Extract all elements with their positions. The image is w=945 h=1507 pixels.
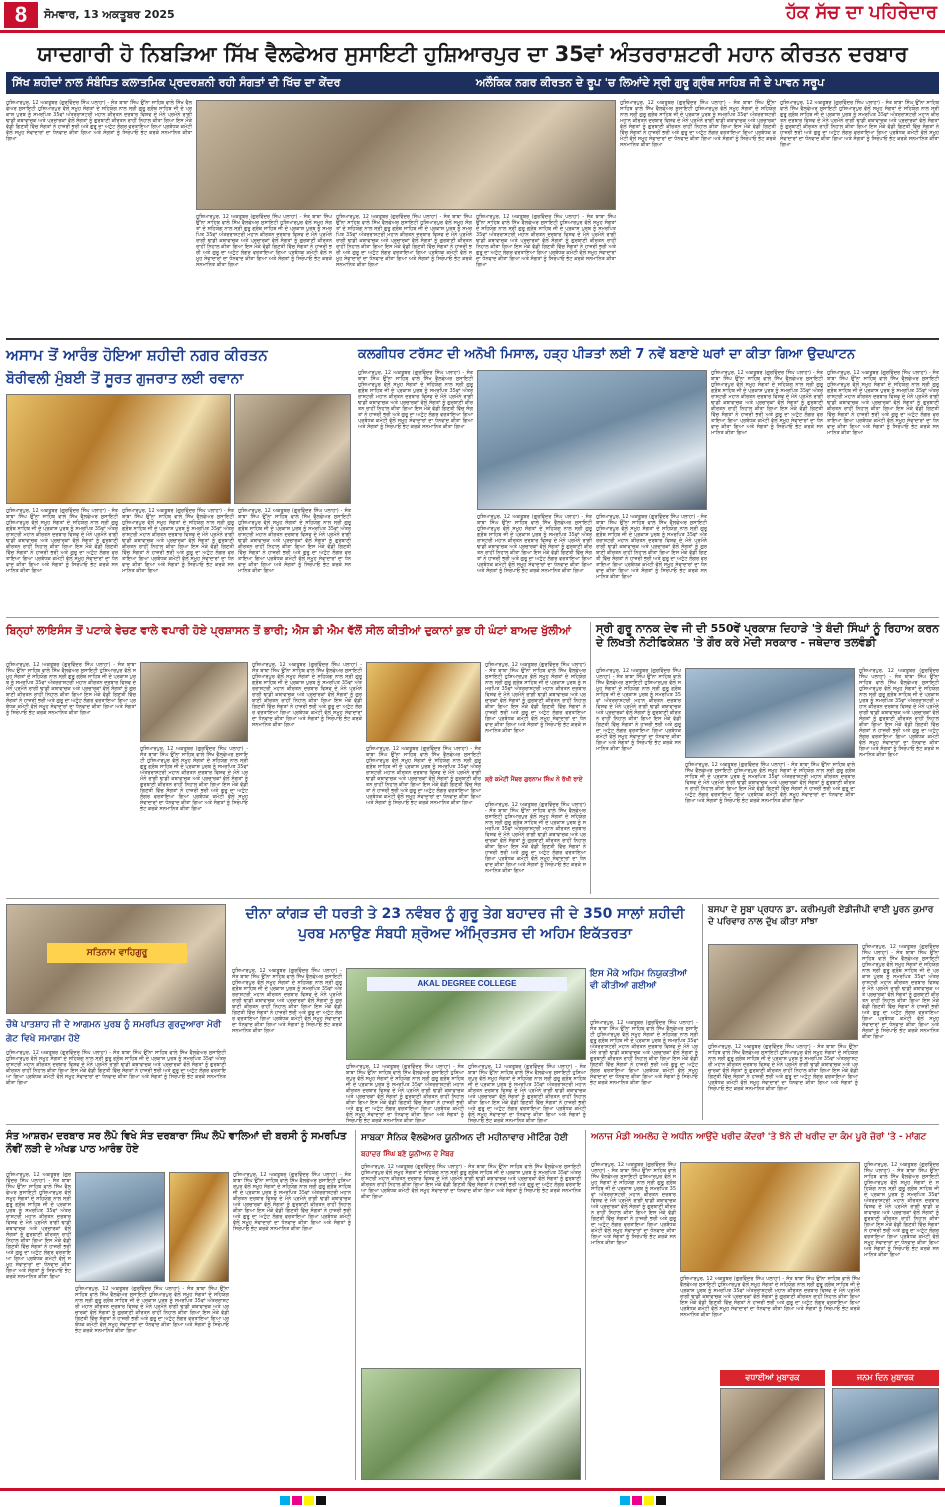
- assam-body-col2: ਹੁਸ਼ਿਆਰਪੁਰ, 12 ਅਕਤੂਬਰ (ਗੁਰਵਿੰਦਰ ਸਿੰਘ ਪਲਾਹਾ) - ਸੰਤ ਬਾਬਾ ਸਿੰਘ ਉੱਨਾ ਸਾਹਿਬ ਵਾਲੇ ਸਿੱਖ ਵੈਲਫੇਅਰ ਸੁਸਾਇਟੀ ਹੁਸ਼ਿਆਰਪੁਰ ਵੱਲੋਂ ਸਮੂਹ ਸੰਗਤਾਂ ਦੇ ਸਹਿਯੋਗ ਨਾਲ ਸ੍ਰੀ ਗੁਰੂ ਗ੍ਰੰਥ ਸਾਹਿਬ ਜੀ ਦੇ ਪ੍ਰਕਾਸ਼ ਪੁਰਬ ਨੂੰ ਸਮਰਪਿਤ 35ਵਾਂ ਅੰਤਰਰਾਸ਼ਟਰੀ ਮਹਾਨ ਕੀਰਤਨ ਦਰਬਾਰ ਵਿਸ਼ਵ ਦੇ ਮੰਨੇ ਪ੍ਰਮੰਨੇ ਰਾਗੀ ਢਾਡੀ ਕਥਾਵਾਚਕ ਅਤੇ ਪ੍ਰਚਾਰਕਾਂ ਵੱਲੋਂ ਸੰਗਤਾਂ ਨੂੰ ਗੁਰਬਾਣੀ ਕੀਰਤਨ ਰਾਹੀਂ ਨਿਹਾਲ ਕੀਤਾ ਗਿਆ ਇਸ ਮੌਕੇ ਵੱਡੀ ਗਿਣਤੀ ਵਿੱਚ ਸੰਗਤਾਂ ਨੇ ਹਾਜ਼ਰੀ ਭਰੀ ਅਤੇ ਗੁਰੂ ਦਾ ਅਟੁੱਟ ਲੰਗਰ ਵਰਤਾਇਆ ਗਿਆ ਪ੍ਰਬੰਧਕ ਕਮੇਟੀ ਵੱਲੋਂ ਸਮੂਹ ਸੇਵਾਦਾਰਾਂ ਦਾ ਧੰਨਵਾਦ ਕੀਤਾ ਗਿਆ ਅਤੇ ਸੰਗਤਾਂ ਨੂੰ ਸਿਰੋਪਾਓ ਭੇਟ ਕਰਕੇ ਸਨਮਾਨਿਤ ਕੀਤਾ ਗਿਆ: [122, 508, 234, 574]
- reg-mark-yellow: [644, 1496, 654, 1505]
- kalgidhar-body-col5: ਹੁਸ਼ਿਆਰਪੁਰ, 12 ਅਕਤੂਬਰ (ਗੁਰਵਿੰਦਰ ਸਿੰਘ ਪਲਾਹਾ) - ਸੰਤ ਬਾਬਾ ਸਿੰਘ ਉੱਨਾ ਸਾਹਿਬ ਵਾਲੇ ਸਿੱਖ ਵੈਲਫੇਅਰ ਸੁਸਾਇਟੀ ਹੁਸ਼ਿਆਰਪੁਰ ਵੱਲੋਂ ਸਮੂਹ ਸੰਗਤਾਂ ਦੇ ਸਹਿਯੋਗ ਨਾਲ ਸ੍ਰੀ ਗੁਰੂ ਗ੍ਰੰਥ ਸਾਹਿਬ ਜੀ ਦੇ ਪ੍ਰਕਾਸ਼ ਪੁਰਬ ਨੂੰ ਸਮਰਪਿਤ 35ਵਾਂ ਅੰਤਰਰਾਸ਼ਟਰੀ ਮਹਾਨ ਕੀਰਤਨ ਦਰਬਾਰ ਵਿਸ਼ਵ ਦੇ ਮੰਨੇ ਪ੍ਰਮੰਨੇ ਰਾਗੀ ਢਾਡੀ ਕਥਾਵਾਚਕ ਅਤੇ ਪ੍ਰਚਾਰਕਾਂ ਵੱਲੋਂ ਸੰਗਤਾਂ ਨੂੰ ਗੁਰਬਾਣੀ ਕੀਰਤਨ ਰਾਹੀਂ ਨਿਹਾਲ ਕੀਤਾ ਗਿਆ ਇਸ ਮੌਕੇ ਵੱਡੀ ਗਿਣਤੀ ਵਿੱਚ ਸੰਗਤਾਂ ਨੇ ਹਾਜ਼ਰੀ ਭਰੀ ਅਤੇ ਗੁਰੂ ਦਾ ਅਟੁੱਟ ਲੰਗਰ ਵਰਤਾਇਆ ਗਿਆ ਪ੍ਰਬੰਧਕ ਕਮੇਟੀ ਵੱਲੋਂ ਸਮੂਹ ਸੇਵਾਦਾਰਾਂ ਦਾ ਧੰਨਵਾਦ ਕੀਤਾ ਗਿਆ ਅਤੇ ਸੰਗਤਾਂ ਨੂੰ ਸਿਰੋਪਾਓ ਭੇਟ ਕਰਕੇ ਸਨਮਾਨਿਤ ਕੀਤਾ ਗਿਆ: [827, 370, 939, 436]
- lead-subhead-left: ਸਿੱਖ ਸ਼ਹੀਦਾਂ ਨਾਲ ਸੰਬੰਧਿਤ ਕਲਾਤਮਿਕ ਪ੍ਰਦਰਸ਼ਨੀ ਰਹੀ ਸੰਗਤਾਂ ਦੀ ਖਿੱਚ ਦਾ ਕੇਂਦਰ: [12, 76, 341, 89]
- dinanagar-body-col2: ਹੁਸ਼ਿਆਰਪੁਰ, 12 ਅਕਤੂਬਰ (ਗੁਰਵਿੰਦਰ ਸਿੰਘ ਪਲਾਹਾ) - ਸੰਤ ਬਾਬਾ ਸਿੰਘ ਉੱਨਾ ਸਾਹਿਬ ਵਾਲੇ ਸਿੱਖ ਵੈਲਫੇਅਰ ਸੁਸਾਇਟੀ ਹੁਸ਼ਿਆਰਪੁਰ ਵੱਲੋਂ ਸਮੂਹ ਸੰਗਤਾਂ ਦੇ ਸਹਿਯੋਗ ਨਾਲ ਸ੍ਰੀ ਗੁਰੂ ਗ੍ਰੰਥ ਸਾਹਿਬ ਜੀ ਦੇ ਪ੍ਰਕਾਸ਼ ਪੁਰਬ ਨੂੰ ਸਮਰਪਿਤ 35ਵਾਂ ਅੰਤਰਰਾਸ਼ਟਰੀ ਮਹਾਨ ਕੀਰਤਨ ਦਰਬਾਰ ਵਿਸ਼ਵ ਦੇ ਮੰਨੇ ਪ੍ਰਮੰਨੇ ਰਾਗੀ ਢਾਡੀ ਕਥਾਵਾਚਕ ਅਤੇ ਪ੍ਰਚਾਰਕਾਂ ਵੱਲੋਂ ਸੰਗਤਾਂ ਨੂੰ ਗੁਰਬਾਣੀ ਕੀਰਤਨ ਰਾਹੀਂ ਨਿਹਾਲ ਕੀਤਾ ਗਿਆ ਇਸ ਮੌਕੇ ਵੱਡੀ ਗਿਣਤੀ ਵਿੱਚ ਸੰਗਤਾਂ ਨੇ ਹਾਜ਼ਰੀ ਭਰੀ ਅਤੇ ਗੁਰੂ ਦਾ ਅਟੁੱਟ ਲੰਗਰ ਵਰਤਾਇਆ ਗਿਆ ਪ੍ਰਬੰਧਕ ਕਮੇਟੀ ਵੱਲੋਂ ਸਮੂਹ ਸੇਵਾਦਾਰਾਂ ਦਾ ਧੰਨਵਾਦ ਕੀਤਾ ਗਿਆ ਅਤੇ ਸੰਗਤਾਂ ਨੂੰ ਸਿਰੋਪਾਓ ਭੇਟ ਕਰਕੇ ਸਨਮਾਨਿਤ ਕੀਤਾ ਗਿਆ: [346, 1064, 464, 1124]
- sant-ashram-photo-1: [75, 1172, 165, 1282]
- gurpurab-caption: ਚੌਥੇ ਪਾਤਸ਼ਾਹ ਜੀ ਦੇ ਆਗਮਨ ਪੁਰਬ ਨੂੰ ਸਮਰਪਿਤ ਗੁਰਦੁਆਰਾ ਮੋਰੀ ਗੇਟ ਵਿਖੇ ਸਮਾਗਮ ਹੋਏ: [6, 1020, 222, 1044]
- kalgidhar-body-col1: ਹੁਸ਼ਿਆਰਪੁਰ, 12 ਅਕਤੂਬਰ (ਗੁਰਵਿੰਦਰ ਸਿੰਘ ਪਲਾਹਾ) - ਸੰਤ ਬਾਬਾ ਸਿੰਘ ਉੱਨਾ ਸਾਹਿਬ ਵਾਲੇ ਸਿੱਖ ਵੈਲਫੇਅਰ ਸੁਸਾਇਟੀ ਹੁਸ਼ਿਆਰਪੁਰ ਵੱਲੋਂ ਸਮੂਹ ਸੰਗਤਾਂ ਦੇ ਸਹਿਯੋਗ ਨਾਲ ਸ੍ਰੀ ਗੁਰੂ ਗ੍ਰੰਥ ਸਾਹਿਬ ਜੀ ਦੇ ਪ੍ਰਕਾਸ਼ ਪੁਰਬ ਨੂੰ ਸਮਰਪਿਤ 35ਵਾਂ ਅੰਤਰਰਾਸ਼ਟਰੀ ਮਹਾਨ ਕੀਰਤਨ ਦਰਬਾਰ ਵਿਸ਼ਵ ਦੇ ਮੰਨੇ ਪ੍ਰਮੰਨੇ ਰਾਗੀ ਢਾਡੀ ਕਥਾਵਾਚਕ ਅਤੇ ਪ੍ਰਚਾਰਕਾਂ ਵੱਲੋਂ ਸੰਗਤਾਂ ਨੂੰ ਗੁਰਬਾਣੀ ਕੀਰਤਨ ਰਾਹੀਂ ਨਿਹਾਲ ਕੀਤਾ ਗਿਆ ਇਸ ਮੌਕੇ ਵੱਡੀ ਗਿਣਤੀ ਵਿੱਚ ਸੰਗਤਾਂ ਨੇ ਹਾਜ਼ਰੀ ਭਰੀ ਅਤੇ ਗੁਰੂ ਦਾ ਅਟੁੱਟ ਲੰਗਰ ਵਰਤਾਇਆ ਗਿਆ ਪ੍ਰਬੰਧਕ ਕਮੇਟੀ ਵੱਲੋਂ ਸਮੂਹ ਸੇਵਾਦਾਰਾਂ ਦਾ ਧੰਨਵਾਦ ਕੀਤਾ ਗਿਆ ਅਤੇ ਸੰਗਤਾਂ ਨੂੰ ਸਿਰੋਪਾਓ ਭੇਟ ਕਰਕੇ ਸਨਮਾਨਿਤ ਕੀਤਾ ਗਿਆ: [358, 370, 473, 430]
- lead-subhead-band: [6, 72, 939, 94]
- firecrackers-headline: ਬਿਨ੍ਹਾਂ ਲਾਇਸੰਸ ਤੋਂ ਪਟਾਕੇ ਵੇਚਣ ਵਾਲੇ ਵਪਾਰੀ ਹੋਏ ਪ੍ਰਸ਼ਾਸਨ ਤੋਂ ਭਾਰੀ; ਐਸ ਡੀ ਐਮ ਵੱਲੋਂ ਸੀਲ ਕੀਤੀਆਂ ਦੁਕਾਨਾਂ ਕੁਝ ਹੀ ਘੰਟਾਂ ਬਾਅਦ ਖੁੱਲੀਆਂ: [6, 624, 571, 637]
- bsp-body-col2: ਹੁਸ਼ਿਆਰਪੁਰ, 12 ਅਕਤੂਬਰ (ਗੁਰਵਿੰਦਰ ਸਿੰਘ ਪਲਾਹਾ) - ਸੰਤ ਬਾਬਾ ਸਿੰਘ ਉੱਨਾ ਸਾਹਿਬ ਵਾਲੇ ਸਿੱਖ ਵੈਲਫੇਅਰ ਸੁਸਾਇਟੀ ਹੁਸ਼ਿਆਰਪੁਰ ਵੱਲੋਂ ਸਮੂਹ ਸੰਗਤਾਂ ਦੇ ਸਹਿਯੋਗ ਨਾਲ ਸ੍ਰੀ ਗੁਰੂ ਗ੍ਰੰਥ ਸਾਹਿਬ ਜੀ ਦੇ ਪ੍ਰਕਾਸ਼ ਪੁਰਬ ਨੂੰ ਸਮਰਪਿਤ 35ਵਾਂ ਅੰਤਰਰਾਸ਼ਟਰੀ ਮਹਾਨ ਕੀਰਤਨ ਦਰਬਾਰ ਵਿਸ਼ਵ ਦੇ ਮੰਨੇ ਪ੍ਰਮੰਨੇ ਰਾਗੀ ਢਾਡੀ ਕਥਾਵਾਚਕ ਅਤੇ ਪ੍ਰਚਾਰਕਾਂ ਵੱਲੋਂ ਸੰਗਤਾਂ ਨੂੰ ਗੁਰਬਾਣੀ ਕੀਰਤਨ ਰਾਹੀਂ ਨਿਹਾਲ ਕੀਤਾ ਗਿਆ ਇਸ ਮੌਕੇ ਵੱਡੀ ਗਿਣਤੀ ਵਿੱਚ ਸੰਗਤਾਂ ਨੇ ਹਾਜ਼ਰੀ ਭਰੀ ਅਤੇ ਗੁਰੂ ਦਾ ਅਟੁੱਟ ਲੰਗਰ ਵਰਤਾਇਆ ਗਿਆ ਪ੍ਰਬੰਧਕ ਕਮੇਟੀ ਵੱਲੋਂ ਸਮੂਹ ਸੇਵਾਦਾਰਾਂ ਦਾ ਧੰਨਵਾਦ ਕੀਤਾ ਗਿਆ ਅਤੇ ਸੰਗਤਾਂ ਨੂੰ ਸਿਰੋਪਾਓ ਭੇਟ ਕਰਕੇ ਸਨਮਾਨਿਤ ਕੀਤਾ ਗਿਆ: [708, 1044, 858, 1092]
- sant-ashram-body-col3: ਹੁਸ਼ਿਆਰਪੁਰ, 12 ਅਕਤੂਬਰ (ਗੁਰਵਿੰਦਰ ਸਿੰਘ ਪਲਾਹਾ) - ਸੰਤ ਬਾਬਾ ਸਿੰਘ ਉੱਨਾ ਸਾਹਿਬ ਵਾਲੇ ਸਿੱਖ ਵੈਲਫੇਅਰ ਸੁਸਾਇਟੀ ਹੁਸ਼ਿਆਰਪੁਰ ਵੱਲੋਂ ਸਮੂਹ ਸੰਗਤਾਂ ਦੇ ਸਹਿਯੋਗ ਨਾਲ ਸ੍ਰੀ ਗੁਰੂ ਗ੍ਰੰਥ ਸਾਹਿਬ ਜੀ ਦੇ ਪ੍ਰਕਾਸ਼ ਪੁਰਬ ਨੂੰ ਸਮਰਪਿਤ 35ਵਾਂ ਅੰਤਰਰਾਸ਼ਟਰੀ ਮਹਾਨ ਕੀਰਤਨ ਦਰਬਾਰ ਵਿਸ਼ਵ ਦੇ ਮੰਨੇ ਪ੍ਰਮੰਨੇ ਰਾਗੀ ਢਾਡੀ ਕਥਾਵਾਚਕ ਅਤੇ ਪ੍ਰਚਾਰਕਾਂ ਵੱਲੋਂ ਸੰਗਤਾਂ ਨੂੰ ਗੁਰਬਾਣੀ ਕੀਰਤਨ ਰਾਹੀਂ ਨਿਹਾਲ ਕੀਤਾ ਗਿਆ ਇਸ ਮੌਕੇ ਵੱਡੀ ਗਿਣਤੀ ਵਿੱਚ ਸੰਗਤਾਂ ਨੇ ਹਾਜ਼ਰੀ ਭਰੀ ਅਤੇ ਗੁਰੂ ਦਾ ਅਟੁੱਟ ਲੰਗਰ ਵਰਤਾਇਆ ਗਿਆ ਪ੍ਰਬੰਧਕ ਕਮੇਟੀ ਵੱਲੋਂ ਸਮੂਹ ਸੇਵਾਦਾਰਾਂ ਦਾ ਧੰਨਵਾਦ ਕੀਤਾ ਗਿਆ ਅਤੇ ਸੰਗਤਾਂ ਨੂੰ ਸਿਰੋਪਾਓ ਭੇਟ ਕਰਕੇ ਸਨਮਾਨਿਤ ਕੀਤਾ ਗਿਆ: [233, 1172, 351, 1232]
- reg-mark-black: [656, 1496, 666, 1505]
- dateline: ਸੋਮਵਾਰ, 13 ਅਕਤੂਬਰ 2025: [44, 8, 175, 21]
- divider: [585, 1130, 586, 1480]
- bsp-headline: ਬਸਪਾ ਦੇ ਸੂਬਾ ਪ੍ਰਧਾਨ ਡਾ. ਕਰੀਮਪੁਰੀ ਏਡੀਜੀਪੀ ਵਾਈ ਪੂਰਨ ਕੁਮਾਰ ਦੇ ਪਰਿਵਾਰ ਨਾਲ ਦੁੱਖ ਕੀਤਾ ਸਾਂਝਾ: [708, 905, 934, 927]
- registration-marks: [0, 1494, 945, 1507]
- bandi-singh-photo: [685, 668, 855, 758]
- sant-ashram-body-col2: ਹੁਸ਼ਿਆਰਪੁਰ, 12 ਅਕਤੂਬਰ (ਗੁਰਵਿੰਦਰ ਸਿੰਘ ਪਲਾਹਾ) - ਸੰਤ ਬਾਬਾ ਸਿੰਘ ਉੱਨਾ ਸਾਹਿਬ ਵਾਲੇ ਸਿੱਖ ਵੈਲਫੇਅਰ ਸੁਸਾਇਟੀ ਹੁਸ਼ਿਆਰਪੁਰ ਵੱਲੋਂ ਸਮੂਹ ਸੰਗਤਾਂ ਦੇ ਸਹਿਯੋਗ ਨਾਲ ਸ੍ਰੀ ਗੁਰੂ ਗ੍ਰੰਥ ਸਾਹਿਬ ਜੀ ਦੇ ਪ੍ਰਕਾਸ਼ ਪੁਰਬ ਨੂੰ ਸਮਰਪਿਤ 35ਵਾਂ ਅੰਤਰਰਾਸ਼ਟਰੀ ਮਹਾਨ ਕੀਰਤਨ ਦਰਬਾਰ ਵਿਸ਼ਵ ਦੇ ਮੰਨੇ ਪ੍ਰਮੰਨੇ ਰਾਗੀ ਢਾਡੀ ਕਥਾਵਾਚਕ ਅਤੇ ਪ੍ਰਚਾਰਕਾਂ ਵੱਲੋਂ ਸੰਗਤਾਂ ਨੂੰ ਗੁਰਬਾਣੀ ਕੀਰਤਨ ਰਾਹੀਂ ਨਿਹਾਲ ਕੀਤਾ ਗਿਆ ਇਸ ਮੌਕੇ ਵੱਡੀ ਗਿਣਤੀ ਵਿੱਚ ਸੰਗਤਾਂ ਨੇ ਹਾਜ਼ਰੀ ਭਰੀ ਅਤੇ ਗੁਰੂ ਦਾ ਅਟੁੱਟ ਲੰਗਰ ਵਰਤਾਇਆ ਗਿਆ ਪ੍ਰਬੰਧਕ ਕਮੇਟੀ ਵੱਲੋਂ ਸਮੂਹ ਸੇਵਾਦਾਰਾਂ ਦਾ ਧੰਨਵਾਦ ਕੀਤਾ ਗਿਆ ਅਤੇ ਸੰਗਤਾਂ ਨੂੰ ਸਿਰੋਪਾਓ ਭੇਟ ਕਰਕੇ ਸਨਮਾਨਿਤ ਕੀਤਾ ਗਿਆ: [75, 1286, 229, 1334]
- sant-ashram-body-col1: ਹੁਸ਼ਿਆਰਪੁਰ, 12 ਅਕਤੂਬਰ (ਗੁਰਵਿੰਦਰ ਸਿੰਘ ਪਲਾਹਾ) - ਸੰਤ ਬਾਬਾ ਸਿੰਘ ਉੱਨਾ ਸਾਹਿਬ ਵਾਲੇ ਸਿੱਖ ਵੈਲਫੇਅਰ ਸੁਸਾਇਟੀ ਹੁਸ਼ਿਆਰਪੁਰ ਵੱਲੋਂ ਸਮੂਹ ਸੰਗਤਾਂ ਦੇ ਸਹਿਯੋਗ ਨਾਲ ਸ੍ਰੀ ਗੁਰੂ ਗ੍ਰੰਥ ਸਾਹਿਬ ਜੀ ਦੇ ਪ੍ਰਕਾਸ਼ ਪੁਰਬ ਨੂੰ ਸਮਰਪਿਤ 35ਵਾਂ ਅੰਤਰਰਾਸ਼ਟਰੀ ਮਹਾਨ ਕੀਰਤਨ ਦਰਬਾਰ ਵਿਸ਼ਵ ਦੇ ਮੰਨੇ ਪ੍ਰਮੰਨੇ ਰਾਗੀ ਢਾਡੀ ਕਥਾਵਾਚਕ ਅਤੇ ਪ੍ਰਚਾਰਕਾਂ ਵੱਲੋਂ ਸੰਗਤਾਂ ਨੂੰ ਗੁਰਬਾਣੀ ਕੀਰਤਨ ਰਾਹੀਂ ਨਿਹਾਲ ਕੀਤਾ ਗਿਆ ਇਸ ਮੌਕੇ ਵੱਡੀ ਗਿਣਤੀ ਵਿੱਚ ਸੰਗਤਾਂ ਨੇ ਹਾਜ਼ਰੀ ਭਰੀ ਅਤੇ ਗੁਰੂ ਦਾ ਅਟੁੱਟ ਲੰਗਰ ਵਰਤਾਇਆ ਗਿਆ ਪ੍ਰਬੰਧਕ ਕਮੇਟੀ ਵੱਲੋਂ ਸਮੂਹ ਸੇਵਾਦਾਰਾਂ ਦਾ ਧੰਨਵਾਦ ਕੀਤਾ ਗਿਆ ਅਤੇ ਸੰਗਤਾਂ ਨੂੰ ਸਿਰੋਪਾਓ ਭੇਟ ਕਰਕੇ ਸਨਮਾਨਿਤ ਕੀਤਾ ਗਿਆ: [6, 1172, 71, 1280]
- bsp-photo: [708, 944, 858, 1040]
- divider: [6, 1124, 939, 1125]
- assam-body-col1: ਹੁਸ਼ਿਆਰਪੁਰ, 12 ਅਕਤੂਬਰ (ਗੁਰਵਿੰਦਰ ਸਿੰਘ ਪਲਾਹਾ) - ਸੰਤ ਬਾਬਾ ਸਿੰਘ ਉੱਨਾ ਸਾਹਿਬ ਵਾਲੇ ਸਿੱਖ ਵੈਲਫੇਅਰ ਸੁਸਾਇਟੀ ਹੁਸ਼ਿਆਰਪੁਰ ਵੱਲੋਂ ਸਮੂਹ ਸੰਗਤਾਂ ਦੇ ਸਹਿਯੋਗ ਨਾਲ ਸ੍ਰੀ ਗੁਰੂ ਗ੍ਰੰਥ ਸਾਹਿਬ ਜੀ ਦੇ ਪ੍ਰਕਾਸ਼ ਪੁਰਬ ਨੂੰ ਸਮਰਪਿਤ 35ਵਾਂ ਅੰਤਰਰਾਸ਼ਟਰੀ ਮਹਾਨ ਕੀਰਤਨ ਦਰਬਾਰ ਵਿਸ਼ਵ ਦੇ ਮੰਨੇ ਪ੍ਰਮੰਨੇ ਰਾਗੀ ਢਾਡੀ ਕਥਾਵਾਚਕ ਅਤੇ ਪ੍ਰਚਾਰਕਾਂ ਵੱਲੋਂ ਸੰਗਤਾਂ ਨੂੰ ਗੁਰਬਾਣੀ ਕੀਰਤਨ ਰਾਹੀਂ ਨਿਹਾਲ ਕੀਤਾ ਗਿਆ ਇਸ ਮੌਕੇ ਵੱਡੀ ਗਿਣਤੀ ਵਿੱਚ ਸੰਗਤਾਂ ਨੇ ਹਾਜ਼ਰੀ ਭਰੀ ਅਤੇ ਗੁਰੂ ਦਾ ਅਟੁੱਟ ਲੰਗਰ ਵਰਤਾਇਆ ਗਿਆ ਪ੍ਰਬੰਧਕ ਕਮੇਟੀ ਵੱਲੋਂ ਸਮੂਹ ਸੇਵਾਦਾਰਾਂ ਦਾ ਧੰਨਵਾਦ ਕੀਤਾ ਗਿਆ ਅਤੇ ਸੰਗਤਾਂ ਨੂੰ ਸਿਰੋਪਾਓ ਭੇਟ ਕਰਕੇ ਸਨਮਾਨਿਤ ਕੀਤਾ ਗਿਆ: [6, 508, 118, 574]
- bandi-singh-body-col3: ਹੁਸ਼ਿਆਰਪੁਰ, 12 ਅਕਤੂਬਰ (ਗੁਰਵਿੰਦਰ ਸਿੰਘ ਪਲਾਹਾ) - ਸੰਤ ਬਾਬਾ ਸਿੰਘ ਉੱਨਾ ਸਾਹਿਬ ਵਾਲੇ ਸਿੱਖ ਵੈਲਫੇਅਰ ਸੁਸਾਇਟੀ ਹੁਸ਼ਿਆਰਪੁਰ ਵੱਲੋਂ ਸਮੂਹ ਸੰਗਤਾਂ ਦੇ ਸਹਿਯੋਗ ਨਾਲ ਸ੍ਰੀ ਗੁਰੂ ਗ੍ਰੰਥ ਸਾਹਿਬ ਜੀ ਦੇ ਪ੍ਰਕਾਸ਼ ਪੁਰਬ ਨੂੰ ਸਮਰਪਿਤ 35ਵਾਂ ਅੰਤਰਰਾਸ਼ਟਰੀ ਮਹਾਨ ਕੀਰਤਨ ਦਰਬਾਰ ਵਿਸ਼ਵ ਦੇ ਮੰਨੇ ਪ੍ਰਮੰਨੇ ਰਾਗੀ ਢਾਡੀ ਕਥਾਵਾਚਕ ਅਤੇ ਪ੍ਰਚਾਰਕਾਂ ਵੱਲੋਂ ਸੰਗਤਾਂ ਨੂੰ ਗੁਰਬਾਣੀ ਕੀਰਤਨ ਰਾਹੀਂ ਨਿਹਾਲ ਕੀਤਾ ਗਿਆ ਇਸ ਮੌਕੇ ਵੱਡੀ ਗਿਣਤੀ ਵਿੱਚ ਸੰਗਤਾਂ ਨੇ ਹਾਜ਼ਰੀ ਭਰੀ ਅਤੇ ਗੁਰੂ ਦਾ ਅਟੁੱਟ ਲੰਗਰ ਵਰਤਾਇਆ ਗਿਆ ਪ੍ਰਬੰਧਕ ਕਮੇਟੀ ਵੱਲੋਂ ਸਮੂਹ ਸੇਵਾਦਾਰਾਂ ਦਾ ਧੰਨਵਾਦ ਕੀਤਾ ਗਿਆ ਅਤੇ ਸੰਗਤਾਂ ਨੂੰ ਸਿਰੋਪਾਓ ਭੇਟ ਕਰਕੇ ਸਨਮਾਨਿਤ ਕੀਤਾ ਗਿਆ: [859, 668, 939, 758]
- dinanagar-body-col1: ਹੁਸ਼ਿਆਰਪੁਰ, 12 ਅਕਤੂਬਰ (ਗੁਰਵਿੰਦਰ ਸਿੰਘ ਪਲਾਹਾ) - ਸੰਤ ਬਾਬਾ ਸਿੰਘ ਉੱਨਾ ਸਾਹਿਬ ਵਾਲੇ ਸਿੱਖ ਵੈਲਫੇਅਰ ਸੁਸਾਇਟੀ ਹੁਸ਼ਿਆਰਪੁਰ ਵੱਲੋਂ ਸਮੂਹ ਸੰਗਤਾਂ ਦੇ ਸਹਿਯੋਗ ਨਾਲ ਸ੍ਰੀ ਗੁਰੂ ਗ੍ਰੰਥ ਸਾਹਿਬ ਜੀ ਦੇ ਪ੍ਰਕਾਸ਼ ਪੁਰਬ ਨੂੰ ਸਮਰਪਿਤ 35ਵਾਂ ਅੰਤਰਰਾਸ਼ਟਰੀ ਮਹਾਨ ਕੀਰਤਨ ਦਰਬਾਰ ਵਿਸ਼ਵ ਦੇ ਮੰਨੇ ਪ੍ਰਮੰਨੇ ਰਾਗੀ ਢਾਡੀ ਕਥਾਵਾਚਕ ਅਤੇ ਪ੍ਰਚਾਰਕਾਂ ਵੱਲੋਂ ਸੰਗਤਾਂ ਨੂੰ ਗੁਰਬਾਣੀ ਕੀਰਤਨ ਰਾਹੀਂ ਨਿਹਾਲ ਕੀਤਾ ਗਿਆ ਇਸ ਮੌਕੇ ਵੱਡੀ ਗਿਣਤੀ ਵਿੱਚ ਸੰਗਤਾਂ ਨੇ ਹਾਜ਼ਰੀ ਭਰੀ ਅਤੇ ਗੁਰੂ ਦਾ ਅਟੁੱਟ ਲੰਗਰ ਵਰਤਾਇਆ ਗਿਆ ਪ੍ਰਬੰਧਕ ਕਮੇਟੀ ਵੱਲੋਂ ਸਮੂਹ ਸੇਵਾਦਾਰਾਂ ਦਾ ਧੰਨਵਾਦ ਕੀਤਾ ਗਿਆ ਅਤੇ ਸੰਗਤਾਂ ਨੂੰ ਸਿਰੋਪਾਓ ਭੇਟ ਕਰਕੇ ਸਨਮਾਨਿਤ ਕੀਤਾ ਗਿਆ: [232, 968, 342, 1034]
- assam-headline-2: ਬੋਰੀਵਲੀ ਮੁੰਬਈ ਤੋਂ ਸੂਰਤ ਗੁਜਰਾਤ ਲਈ ਰਵਾਨਾ: [6, 371, 244, 387]
- reg-mark-cyan: [280, 1496, 290, 1505]
- greeting-left-banner: ਵਧਾਈਆਂ ਮੁਬਾਰਕ: [720, 1370, 825, 1386]
- assam-headline: ਅਸਾਮ ਤੋਂ ਆਰੰਭ ਹੋਇਆ ਸ਼ਹੀਦੀ ਨਗਰ ਕੀਰਤਨ: [6, 346, 268, 364]
- firecrackers-body-col6: ਹੁਸ਼ਿਆਰਪੁਰ, 12 ਅਕਤੂਬਰ (ਗੁਰਵਿੰਦਰ ਸਿੰਘ ਪਲਾਹਾ) - ਸੰਤ ਬਾਬਾ ਸਿੰਘ ਉੱਨਾ ਸਾਹਿਬ ਵਾਲੇ ਸਿੱਖ ਵੈਲਫੇਅਰ ਸੁਸਾਇਟੀ ਹੁਸ਼ਿਆਰਪੁਰ ਵੱਲੋਂ ਸਮੂਹ ਸੰਗਤਾਂ ਦੇ ਸਹਿਯੋਗ ਨਾਲ ਸ੍ਰੀ ਗੁਰੂ ਗ੍ਰੰਥ ਸਾਹਿਬ ਜੀ ਦੇ ਪ੍ਰਕਾਸ਼ ਪੁਰਬ ਨੂੰ ਸਮਰਪਿਤ 35ਵਾਂ ਅੰਤਰਰਾਸ਼ਟਰੀ ਮਹਾਨ ਕੀਰਤਨ ਦਰਬਾਰ ਵਿਸ਼ਵ ਦੇ ਮੰਨੇ ਪ੍ਰਮੰਨੇ ਰਾਗੀ ਢਾਡੀ ਕਥਾਵਾਚਕ ਅਤੇ ਪ੍ਰਚਾਰਕਾਂ ਵੱਲੋਂ ਸੰਗਤਾਂ ਨੂੰ ਗੁਰਬਾਣੀ ਕੀਰਤਨ ਰਾਹੀਂ ਨਿਹਾਲ ਕੀਤਾ ਗਿਆ ਇਸ ਮੌਕੇ ਵੱਡੀ ਗਿਣਤੀ ਵਿੱਚ ਸੰਗਤਾਂ ਨੇ ਹਾਜ਼ਰੀ ਭਰੀ ਅਤੇ ਗੁਰੂ ਦਾ ਅਟੁੱਟ ਲੰਗਰ ਵਰਤਾਇਆ ਗਿਆ ਪ੍ਰਬੰਧਕ ਕਮੇਟੀ ਵੱਲੋਂ ਸਮੂਹ ਸੇਵਾਦਾਰਾਂ ਦਾ ਧੰਨਵਾਦ ਕੀਤਾ ਗਿਆ ਅਤੇ ਸੰਗਤਾਂ ਨੂੰ ਸਿਰੋਪਾਓ ਭੇਟ ਕਰਕੇ ਸਨਮਾਨਿਤ ਕੀਤਾ ਗਿਆ: [485, 802, 586, 874]
- dinanagar-headline: ਦੀਨਾ ਕਾਂਗੜ ਦੀ ਧਰਤੀ ਤੇ 23 ਨਵੰਬਰ ਨੂੰ ਗੁਰੂ ਤੇਗ ਬਹਾਦਰ ਜੀ ਦੇ 350 ਸਾਲਾਂ ਸ਼ਹੀਦੀ ਪੁਰਬ ਮਨਾਉਣ ਸੰਬਧੀ ਸ਼੍ਰੋਅਦ ਅੰਮ੍ਰਿਤਸਰ ਦੀ ਅਹਿਮ ਇਕੱਤਰਤਾ: [245, 906, 685, 942]
- mandi-body-col1: ਹੁਸ਼ਿਆਰਪੁਰ, 12 ਅਕਤੂਬਰ (ਗੁਰਵਿੰਦਰ ਸਿੰਘ ਪਲਾਹਾ) - ਸੰਤ ਬਾਬਾ ਸਿੰਘ ਉੱਨਾ ਸਾਹਿਬ ਵਾਲੇ ਸਿੱਖ ਵੈਲਫੇਅਰ ਸੁਸਾਇਟੀ ਹੁਸ਼ਿਆਰਪੁਰ ਵੱਲੋਂ ਸਮੂਹ ਸੰਗਤਾਂ ਦੇ ਸਹਿਯੋਗ ਨਾਲ ਸ੍ਰੀ ਗੁਰੂ ਗ੍ਰੰਥ ਸਾਹਿਬ ਜੀ ਦੇ ਪ੍ਰਕਾਸ਼ ਪੁਰਬ ਨੂੰ ਸਮਰਪਿਤ 35ਵਾਂ ਅੰਤਰਰਾਸ਼ਟਰੀ ਮਹਾਨ ਕੀਰਤਨ ਦਰਬਾਰ ਵਿਸ਼ਵ ਦੇ ਮੰਨੇ ਪ੍ਰਮੰਨੇ ਰਾਗੀ ਢਾਡੀ ਕਥਾਵਾਚਕ ਅਤੇ ਪ੍ਰਚਾਰਕਾਂ ਵੱਲੋਂ ਸੰਗਤਾਂ ਨੂੰ ਗੁਰਬਾਣੀ ਕੀਰਤਨ ਰਾਹੀਂ ਨਿਹਾਲ ਕੀਤਾ ਗਿਆ ਇਸ ਮੌਕੇ ਵੱਡੀ ਗਿਣਤੀ ਵਿੱਚ ਸੰਗਤਾਂ ਨੇ ਹਾਜ਼ਰੀ ਭਰੀ ਅਤੇ ਗੁਰੂ ਦਾ ਅਟੁੱਟ ਲੰਗਰ ਵਰਤਾਇਆ ਗਿਆ ਪ੍ਰਬੰਧਕ ਕਮੇਟੀ ਵੱਲੋਂ ਸਮੂਹ ਸੇਵਾਦਾਰਾਂ ਦਾ ਧੰਨਵਾਦ ਕੀਤਾ ਗਿਆ ਅਤੇ ਸੰਗਤਾਂ ਨੂੰ ਸਿਰੋਪਾਓ ਭੇਟ ਕਰਕੇ ਸਨਮਾਨਿਤ ਕੀਤਾ ਗਿਆ: [591, 1162, 676, 1246]
- firecrackers-body-col2: ਹੁਸ਼ਿਆਰਪੁਰ, 12 ਅਕਤੂਬਰ (ਗੁਰਵਿੰਦਰ ਸਿੰਘ ਪਲਾਹਾ) - ਸੰਤ ਬਾਬਾ ਸਿੰਘ ਉੱਨਾ ਸਾਹਿਬ ਵਾਲੇ ਸਿੱਖ ਵੈਲਫੇਅਰ ਸੁਸਾਇਟੀ ਹੁਸ਼ਿਆਰਪੁਰ ਵੱਲੋਂ ਸਮੂਹ ਸੰਗਤਾਂ ਦੇ ਸਹਿਯੋਗ ਨਾਲ ਸ੍ਰੀ ਗੁਰੂ ਗ੍ਰੰਥ ਸਾਹਿਬ ਜੀ ਦੇ ਪ੍ਰਕਾਸ਼ ਪੁਰਬ ਨੂੰ ਸਮਰਪਿਤ 35ਵਾਂ ਅੰਤਰਰਾਸ਼ਟਰੀ ਮਹਾਨ ਕੀਰਤਨ ਦਰਬਾਰ ਵਿਸ਼ਵ ਦੇ ਮੰਨੇ ਪ੍ਰਮੰਨੇ ਰਾਗੀ ਢਾਡੀ ਕਥਾਵਾਚਕ ਅਤੇ ਪ੍ਰਚਾਰਕਾਂ ਵੱਲੋਂ ਸੰਗਤਾਂ ਨੂੰ ਗੁਰਬਾਣੀ ਕੀਰਤਨ ਰਾਹੀਂ ਨਿਹਾਲ ਕੀਤਾ ਗਿਆ ਇਸ ਮੌਕੇ ਵੱਡੀ ਗਿਣਤੀ ਵਿੱਚ ਸੰਗਤਾਂ ਨੇ ਹਾਜ਼ਰੀ ਭਰੀ ਅਤੇ ਗੁਰੂ ਦਾ ਅਟੁੱਟ ਲੰਗਰ ਵਰਤਾਇਆ ਗਿਆ ਪ੍ਰਬੰਧਕ ਕਮੇਟੀ ਵੱਲੋਂ ਸਮੂਹ ਸੇਵਾਦਾਰਾਂ ਦਾ ਧੰਨਵਾਦ ਕੀਤਾ ਗਿਆ ਅਤੇ ਸੰਗਤਾਂ ਨੂੰ ਸਿਰੋਪਾਓ ਭੇਟ ਕਰਕੇ ਸਨਮਾਨਿਤ ਕੀਤਾ ਗਿਆ: [140, 746, 248, 812]
- dinanagar-banner: AKAL DEGREE COLLEGE: [367, 977, 567, 991]
- bandi-singh-headline: ਸ੍ਰੀ ਗੁਰੂ ਨਾਨਕ ਦੇਵ ਜੀ ਦੀ 550ਵੇਂ ਪ੍ਰਕਾਸ਼ ਦਿਹਾੜੇ 'ਤੇ ਬੰਦੀ ਸਿੰਘਾਂ ਨੂੰ ਰਿਹਾਅ ਕਰਨ ਦੇ ਲਿਖਤੀ ਨੋਟੀਫਿਕੇਸ਼ਨ 'ਤੇ ਗੌਰ ਕਰੇ ਮੋਦੀ ਸਰਕਾਰ - ਜਥੇਦਾਰ ਤਲਵੰਡੀ: [596, 622, 939, 649]
- dinanagar-photo: [346, 968, 586, 1060]
- lead-body-col3: ਹੁਸ਼ਿਆਰਪੁਰ, 12 ਅਕਤੂਬਰ (ਗੁਰਵਿੰਦਰ ਸਿੰਘ ਪਲਾਹਾ) - ਸੰਤ ਬਾਬਾ ਸਿੰਘ ਉੱਨਾ ਸਾਹਿਬ ਵਾਲੇ ਸਿੱਖ ਵੈਲਫੇਅਰ ਸੁਸਾਇਟੀ ਹੁਸ਼ਿਆਰਪੁਰ ਵੱਲੋਂ ਸਮੂਹ ਸੰਗਤਾਂ ਦੇ ਸਹਿਯੋਗ ਨਾਲ ਸ੍ਰੀ ਗੁਰੂ ਗ੍ਰੰਥ ਸਾਹਿਬ ਜੀ ਦੇ ਪ੍ਰਕਾਸ਼ ਪੁਰਬ ਨੂੰ ਸਮਰਪਿਤ 35ਵਾਂ ਅੰਤਰਰਾਸ਼ਟਰੀ ਮਹਾਨ ਕੀਰਤਨ ਦਰਬਾਰ ਵਿਸ਼ਵ ਦੇ ਮੰਨੇ ਪ੍ਰਮੰਨੇ ਰਾਗੀ ਢਾਡੀ ਕਥਾਵਾਚਕ ਅਤੇ ਪ੍ਰਚਾਰਕਾਂ ਵੱਲੋਂ ਸੰਗਤਾਂ ਨੂੰ ਗੁਰਬਾਣੀ ਕੀਰਤਨ ਰਾਹੀਂ ਨਿਹਾਲ ਕੀਤਾ ਗਿਆ ਇਸ ਮੌਕੇ ਵੱਡੀ ਗਿਣਤੀ ਵਿੱਚ ਸੰਗਤਾਂ ਨੇ ਹਾਜ਼ਰੀ ਭਰੀ ਅਤੇ ਗੁਰੂ ਦਾ ਅਟੁੱਟ ਲੰਗਰ ਵਰਤਾਇਆ ਗਿਆ ਪ੍ਰਬੰਧਕ ਕਮੇਟੀ ਵੱਲੋਂ ਸਮੂਹ ਸੇਵਾਦਾਰਾਂ ਦਾ ਧੰਨਵਾਦ ਕੀਤਾ ਗਿਆ ਅਤੇ ਸੰਗਤਾਂ ਨੂੰ ਸਿਰੋਪਾਓ ਭੇਟ ਕਰਕੇ ਸਨਮਾਨਿਤ ਕੀਤਾ ਗਿਆ: [336, 214, 472, 268]
- firecrackers-body-col3: ਹੁਸ਼ਿਆਰਪੁਰ, 12 ਅਕਤੂਬਰ (ਗੁਰਵਿੰਦਰ ਸਿੰਘ ਪਲਾਹਾ) - ਸੰਤ ਬਾਬਾ ਸਿੰਘ ਉੱਨਾ ਸਾਹਿਬ ਵਾਲੇ ਸਿੱਖ ਵੈਲਫੇਅਰ ਸੁਸਾਇਟੀ ਹੁਸ਼ਿਆਰਪੁਰ ਵੱਲੋਂ ਸਮੂਹ ਸੰਗਤਾਂ ਦੇ ਸਹਿਯੋਗ ਨਾਲ ਸ੍ਰੀ ਗੁਰੂ ਗ੍ਰੰਥ ਸਾਹਿਬ ਜੀ ਦੇ ਪ੍ਰਕਾਸ਼ ਪੁਰਬ ਨੂੰ ਸਮਰਪਿਤ 35ਵਾਂ ਅੰਤਰਰਾਸ਼ਟਰੀ ਮਹਾਨ ਕੀਰਤਨ ਦਰਬਾਰ ਵਿਸ਼ਵ ਦੇ ਮੰਨੇ ਪ੍ਰਮੰਨੇ ਰਾਗੀ ਢਾਡੀ ਕਥਾਵਾਚਕ ਅਤੇ ਪ੍ਰਚਾਰਕਾਂ ਵੱਲੋਂ ਸੰਗਤਾਂ ਨੂੰ ਗੁਰਬਾਣੀ ਕੀਰਤਨ ਰਾਹੀਂ ਨਿਹਾਲ ਕੀਤਾ ਗਿਆ ਇਸ ਮੌਕੇ ਵੱਡੀ ਗਿਣਤੀ ਵਿੱਚ ਸੰਗਤਾਂ ਨੇ ਹਾਜ਼ਰੀ ਭਰੀ ਅਤੇ ਗੁਰੂ ਦਾ ਅਟੁੱਟ ਲੰਗਰ ਵਰਤਾਇਆ ਗਿਆ ਪ੍ਰਬੰਧਕ ਕਮੇਟੀ ਵੱਲੋਂ ਸਮੂਹ ਸੇਵਾਦਾਰਾਂ ਦਾ ਧੰਨਵਾਦ ਕੀਤਾ ਗਿਆ ਅਤੇ ਸੰਗਤਾਂ ਨੂੰ ਸਿਰੋਪਾਓ ਭੇਟ ਕਰਕੇ ਸਨਮਾਨਿਤ ਕੀਤਾ ਗਿਆ: [252, 662, 362, 728]
- divider: [702, 904, 703, 1120]
- reg-mark-magenta: [632, 1496, 642, 1505]
- firecrackers-inset: ਸ਼੍ਰੋ ਕਮੇਟੀ ਮੈਂਬਰ ਗੁਰਨਾਮ ਸਿੰਘ ਨੇ ਰੱਖੀ ਰਾਏ: [485, 776, 583, 783]
- gurpurab-photo-text: ਸਤਿਨਾਮ ਵਾਹਿਗੁਰੂ: [47, 943, 187, 963]
- page-number: 8: [4, 2, 38, 28]
- lead-body-col2: ਹੁਸ਼ਿਆਰਪੁਰ, 12 ਅਕਤੂਬਰ (ਗੁਰਵਿੰਦਰ ਸਿੰਘ ਪਲਾਹਾ) - ਸੰਤ ਬਾਬਾ ਸਿੰਘ ਉੱਨਾ ਸਾਹਿਬ ਵਾਲੇ ਸਿੱਖ ਵੈਲਫੇਅਰ ਸੁਸਾਇਟੀ ਹੁਸ਼ਿਆਰਪੁਰ ਵੱਲੋਂ ਸਮੂਹ ਸੰਗਤਾਂ ਦੇ ਸਹਿਯੋਗ ਨਾਲ ਸ੍ਰੀ ਗੁਰੂ ਗ੍ਰੰਥ ਸਾਹਿਬ ਜੀ ਦੇ ਪ੍ਰਕਾਸ਼ ਪੁਰਬ ਨੂੰ ਸਮਰਪਿਤ 35ਵਾਂ ਅੰਤਰਰਾਸ਼ਟਰੀ ਮਹਾਨ ਕੀਰਤਨ ਦਰਬਾਰ ਵਿਸ਼ਵ ਦੇ ਮੰਨੇ ਪ੍ਰਮੰਨੇ ਰਾਗੀ ਢਾਡੀ ਕਥਾਵਾਚਕ ਅਤੇ ਪ੍ਰਚਾਰਕਾਂ ਵੱਲੋਂ ਸੰਗਤਾਂ ਨੂੰ ਗੁਰਬਾਣੀ ਕੀਰਤਨ ਰਾਹੀਂ ਨਿਹਾਲ ਕੀਤਾ ਗਿਆ ਇਸ ਮੌਕੇ ਵੱਡੀ ਗਿਣਤੀ ਵਿੱਚ ਸੰਗਤਾਂ ਨੇ ਹਾਜ਼ਰੀ ਭਰੀ ਅਤੇ ਗੁਰੂ ਦਾ ਅਟੁੱਟ ਲੰਗਰ ਵਰਤਾਇਆ ਗਿਆ ਪ੍ਰਬੰਧਕ ਕਮੇਟੀ ਵੱਲੋਂ ਸਮੂਹ ਸੇਵਾਦਾਰਾਂ ਦਾ ਧੰਨਵਾਦ ਕੀਤਾ ਗਿਆ ਅਤੇ ਸੰਗਤਾਂ ਨੂੰ ਸਿਰੋਪਾਓ ਭੇਟ ਕਰਕੇ ਸਨਮਾਨਿਤ ਕੀਤਾ ਗਿਆ: [196, 214, 332, 268]
- assam-body-col3: ਹੁਸ਼ਿਆਰਪੁਰ, 12 ਅਕਤੂਬਰ (ਗੁਰਵਿੰਦਰ ਸਿੰਘ ਪਲਾਹਾ) - ਸੰਤ ਬਾਬਾ ਸਿੰਘ ਉੱਨਾ ਸਾਹਿਬ ਵਾਲੇ ਸਿੱਖ ਵੈਲਫੇਅਰ ਸੁਸਾਇਟੀ ਹੁਸ਼ਿਆਰਪੁਰ ਵੱਲੋਂ ਸਮੂਹ ਸੰਗਤਾਂ ਦੇ ਸਹਿਯੋਗ ਨਾਲ ਸ੍ਰੀ ਗੁਰੂ ਗ੍ਰੰਥ ਸਾਹਿਬ ਜੀ ਦੇ ਪ੍ਰਕਾਸ਼ ਪੁਰਬ ਨੂੰ ਸਮਰਪਿਤ 35ਵਾਂ ਅੰਤਰਰਾਸ਼ਟਰੀ ਮਹਾਨ ਕੀਰਤਨ ਦਰਬਾਰ ਵਿਸ਼ਵ ਦੇ ਮੰਨੇ ਪ੍ਰਮੰਨੇ ਰਾਗੀ ਢਾਡੀ ਕਥਾਵਾਚਕ ਅਤੇ ਪ੍ਰਚਾਰਕਾਂ ਵੱਲੋਂ ਸੰਗਤਾਂ ਨੂੰ ਗੁਰਬਾਣੀ ਕੀਰਤਨ ਰਾਹੀਂ ਨਿਹਾਲ ਕੀਤਾ ਗਿਆ ਇਸ ਮੌਕੇ ਵੱਡੀ ਗਿਣਤੀ ਵਿੱਚ ਸੰਗਤਾਂ ਨੇ ਹਾਜ਼ਰੀ ਭਰੀ ਅਤੇ ਗੁਰੂ ਦਾ ਅਟੁੱਟ ਲੰਗਰ ਵਰਤਾਇਆ ਗਿਆ ਪ੍ਰਬੰਧਕ ਕਮੇਟੀ ਵੱਲੋਂ ਸਮੂਹ ਸੇਵਾਦਾਰਾਂ ਦਾ ਧੰਨਵਾਦ ਕੀਤਾ ਗਿਆ ਅਤੇ ਸੰਗਤਾਂ ਨੂੰ ਸਿਰੋਪਾਓ ਭੇਟ ਕਰਕੇ ਸਨਮਾਨਿਤ ਕੀਤਾ ਗਿਆ: [238, 508, 351, 574]
- mandi-photo: [680, 1162, 860, 1272]
- divider: [590, 622, 591, 894]
- masthead: ਹੱਕ ਸੱਚ ਦਾ ਪਹਿਰੇਦਾਰ: [785, 2, 937, 23]
- page-header: [0, 0, 945, 30]
- firecrackers-body-col5: ਹੁਸ਼ਿਆਰਪੁਰ, 12 ਅਕਤੂਬਰ (ਗੁਰਵਿੰਦਰ ਸਿੰਘ ਪਲਾਹਾ) - ਸੰਤ ਬਾਬਾ ਸਿੰਘ ਉੱਨਾ ਸਾਹਿਬ ਵਾਲੇ ਸਿੱਖ ਵੈਲਫੇਅਰ ਸੁਸਾਇਟੀ ਹੁਸ਼ਿਆਰਪੁਰ ਵੱਲੋਂ ਸਮੂਹ ਸੰਗਤਾਂ ਦੇ ਸਹਿਯੋਗ ਨਾਲ ਸ੍ਰੀ ਗੁਰੂ ਗ੍ਰੰਥ ਸਾਹਿਬ ਜੀ ਦੇ ਪ੍ਰਕਾਸ਼ ਪੁਰਬ ਨੂੰ ਸਮਰਪਿਤ 35ਵਾਂ ਅੰਤਰਰਾਸ਼ਟਰੀ ਮਹਾਨ ਕੀਰਤਨ ਦਰਬਾਰ ਵਿਸ਼ਵ ਦੇ ਮੰਨੇ ਪ੍ਰਮੰਨੇ ਰਾਗੀ ਢਾਡੀ ਕਥਾਵਾਚਕ ਅਤੇ ਪ੍ਰਚਾਰਕਾਂ ਵੱਲੋਂ ਸੰਗਤਾਂ ਨੂੰ ਗੁਰਬਾਣੀ ਕੀਰਤਨ ਰਾਹੀਂ ਨਿਹਾਲ ਕੀਤਾ ਗਿਆ ਇਸ ਮੌਕੇ ਵੱਡੀ ਗਿਣਤੀ ਵਿੱਚ ਸੰਗਤਾਂ ਨੇ ਹਾਜ਼ਰੀ ਭਰੀ ਅਤੇ ਗੁਰੂ ਦਾ ਅਟੁੱਟ ਲੰਗਰ ਵਰਤਾਇਆ ਗਿਆ ਪ੍ਰਬੰਧਕ ਕਮੇਟੀ ਵੱਲੋਂ ਸਮੂਹ ਸੇਵਾਦਾਰਾਂ ਦਾ ਧੰਨਵਾਦ ਕੀਤਾ ਗਿਆ ਅਤੇ ਸੰਗਤਾਂ ਨੂੰ ਸਿਰੋਪਾਓ ਭੇਟ ਕਰਕੇ ਸਨਮਾਨਿਤ ਕੀਤਾ ਗਿਆ: [485, 662, 586, 734]
- dinanagar-body-col4: ਹੁਸ਼ਿਆਰਪੁਰ, 12 ਅਕਤੂਬਰ (ਗੁਰਵਿੰਦਰ ਸਿੰਘ ਪਲਾਹਾ) - ਸੰਤ ਬਾਬਾ ਸਿੰਘ ਉੱਨਾ ਸਾਹਿਬ ਵਾਲੇ ਸਿੱਖ ਵੈਲਫੇਅਰ ਸੁਸਾਇਟੀ ਹੁਸ਼ਿਆਰਪੁਰ ਵੱਲੋਂ ਸਮੂਹ ਸੰਗਤਾਂ ਦੇ ਸਹਿਯੋਗ ਨਾਲ ਸ੍ਰੀ ਗੁਰੂ ਗ੍ਰੰਥ ਸਾਹਿਬ ਜੀ ਦੇ ਪ੍ਰਕਾਸ਼ ਪੁਰਬ ਨੂੰ ਸਮਰਪਿਤ 35ਵਾਂ ਅੰਤਰਰਾਸ਼ਟਰੀ ਮਹਾਨ ਕੀਰਤਨ ਦਰਬਾਰ ਵਿਸ਼ਵ ਦੇ ਮੰਨੇ ਪ੍ਰਮੰਨੇ ਰਾਗੀ ਢਾਡੀ ਕਥਾਵਾਚਕ ਅਤੇ ਪ੍ਰਚਾਰਕਾਂ ਵੱਲੋਂ ਸੰਗਤਾਂ ਨੂੰ ਗੁਰਬਾਣੀ ਕੀਰਤਨ ਰਾਹੀਂ ਨਿਹਾਲ ਕੀਤਾ ਗਿਆ ਇਸ ਮੌਕੇ ਵੱਡੀ ਗਿਣਤੀ ਵਿੱਚ ਸੰਗਤਾਂ ਨੇ ਹਾਜ਼ਰੀ ਭਰੀ ਅਤੇ ਗੁਰੂ ਦਾ ਅਟੁੱਟ ਲੰਗਰ ਵਰਤਾਇਆ ਗਿਆ ਪ੍ਰਬੰਧਕ ਕਮੇਟੀ ਵੱਲੋਂ ਸਮੂਹ ਸੇਵਾਦਾਰਾਂ ਦਾ ਧੰਨਵਾਦ ਕੀਤਾ ਗਿਆ ਅਤੇ ਸੰਗਤਾਂ ਨੂੰ ਸਿਰੋਪਾਓ ਭੇਟ ਕਰਕੇ ਸਨਮਾਨਿਤ ਕੀਤਾ ਗਿਆ: [590, 1020, 698, 1086]
- mandi-body-col2: ਹੁਸ਼ਿਆਰਪੁਰ, 12 ਅਕਤੂਬਰ (ਗੁਰਵਿੰਦਰ ਸਿੰਘ ਪਲਾਹਾ) - ਸੰਤ ਬਾਬਾ ਸਿੰਘ ਉੱਨਾ ਸਾਹਿਬ ਵਾਲੇ ਸਿੱਖ ਵੈਲਫੇਅਰ ਸੁਸਾਇਟੀ ਹੁਸ਼ਿਆਰਪੁਰ ਵੱਲੋਂ ਸਮੂਹ ਸੰਗਤਾਂ ਦੇ ਸਹਿਯੋਗ ਨਾਲ ਸ੍ਰੀ ਗੁਰੂ ਗ੍ਰੰਥ ਸਾਹਿਬ ਜੀ ਦੇ ਪ੍ਰਕਾਸ਼ ਪੁਰਬ ਨੂੰ ਸਮਰਪਿਤ 35ਵਾਂ ਅੰਤਰਰਾਸ਼ਟਰੀ ਮਹਾਨ ਕੀਰਤਨ ਦਰਬਾਰ ਵਿਸ਼ਵ ਦੇ ਮੰਨੇ ਪ੍ਰਮੰਨੇ ਰਾਗੀ ਢਾਡੀ ਕਥਾਵਾਚਕ ਅਤੇ ਪ੍ਰਚਾਰਕਾਂ ਵੱਲੋਂ ਸੰਗਤਾਂ ਨੂੰ ਗੁਰਬਾਣੀ ਕੀਰਤਨ ਰਾਹੀਂ ਨਿਹਾਲ ਕੀਤਾ ਗਿਆ ਇਸ ਮੌਕੇ ਵੱਡੀ ਗਿਣਤੀ ਵਿੱਚ ਸੰਗਤਾਂ ਨੇ ਹਾਜ਼ਰੀ ਭਰੀ ਅਤੇ ਗੁਰੂ ਦਾ ਅਟੁੱਟ ਲੰਗਰ ਵਰਤਾਇਆ ਗਿਆ ਪ੍ਰਬੰਧਕ ਕਮੇਟੀ ਵੱਲੋਂ ਸਮੂਹ ਸੇਵਾਦਾਰਾਂ ਦਾ ਧੰਨਵਾਦ ਕੀਤਾ ਗਿਆ ਅਤੇ ਸੰਗਤਾਂ ਨੂੰ ਸਿਰੋਪਾਓ ਭੇਟ ਕਰਕੇ ਸਨਮਾਨਿਤ ਕੀਤਾ ਗਿਆ: [864, 1162, 939, 1258]
- bsp-body-col1: ਹੁਸ਼ਿਆਰਪੁਰ, 12 ਅਕਤੂਬਰ (ਗੁਰਵਿੰਦਰ ਸਿੰਘ ਪਲਾਹਾ) - ਸੰਤ ਬਾਬਾ ਸਿੰਘ ਉੱਨਾ ਸਾਹਿਬ ਵਾਲੇ ਸਿੱਖ ਵੈਲਫੇਅਰ ਸੁਸਾਇਟੀ ਹੁਸ਼ਿਆਰਪੁਰ ਵੱਲੋਂ ਸਮੂਹ ਸੰਗਤਾਂ ਦੇ ਸਹਿਯੋਗ ਨਾਲ ਸ੍ਰੀ ਗੁਰੂ ਗ੍ਰੰਥ ਸਾਹਿਬ ਜੀ ਦੇ ਪ੍ਰਕਾਸ਼ ਪੁਰਬ ਨੂੰ ਸਮਰਪਿਤ 35ਵਾਂ ਅੰਤਰਰਾਸ਼ਟਰੀ ਮਹਾਨ ਕੀਰਤਨ ਦਰਬਾਰ ਵਿਸ਼ਵ ਦੇ ਮੰਨੇ ਪ੍ਰਮੰਨੇ ਰਾਗੀ ਢਾਡੀ ਕਥਾਵਾਚਕ ਅਤੇ ਪ੍ਰਚਾਰਕਾਂ ਵੱਲੋਂ ਸੰਗਤਾਂ ਨੂੰ ਗੁਰਬਾਣੀ ਕੀਰਤਨ ਰਾਹੀਂ ਨਿਹਾਲ ਕੀਤਾ ਗਿਆ ਇਸ ਮੌਕੇ ਵੱਡੀ ਗਿਣਤੀ ਵਿੱਚ ਸੰਗਤਾਂ ਨੇ ਹਾਜ਼ਰੀ ਭਰੀ ਅਤੇ ਗੁਰੂ ਦਾ ਅਟੁੱਟ ਲੰਗਰ ਵਰਤਾਇਆ ਗਿਆ ਪ੍ਰਬੰਧਕ ਕਮੇਟੀ ਵੱਲੋਂ ਸਮੂਹ ਸੇਵਾਦਾਰਾਂ ਦਾ ਧੰਨਵਾਦ ਕੀਤਾ ਗਿਆ ਅਤੇ ਸੰਗਤਾਂ ਨੂੰ ਸਿਰੋਪਾਓ ਭੇਟ ਕਰਕੇ ਸਨਮਾਨਿਤ ਕੀਤਾ ਗਿਆ: [862, 944, 939, 1040]
- greeting-right-photo: [832, 1388, 939, 1480]
- firecrackers-photo-1: [140, 662, 248, 742]
- bandi-singh-body-col1: ਹੁਸ਼ਿਆਰਪੁਰ, 12 ਅਕਤੂਬਰ (ਗੁਰਵਿੰਦਰ ਸਿੰਘ ਪਲਾਹਾ) - ਸੰਤ ਬਾਬਾ ਸਿੰਘ ਉੱਨਾ ਸਾਹਿਬ ਵਾਲੇ ਸਿੱਖ ਵੈਲਫੇਅਰ ਸੁਸਾਇਟੀ ਹੁਸ਼ਿਆਰਪੁਰ ਵੱਲੋਂ ਸਮੂਹ ਸੰਗਤਾਂ ਦੇ ਸਹਿਯੋਗ ਨਾਲ ਸ੍ਰੀ ਗੁਰੂ ਗ੍ਰੰਥ ਸਾਹਿਬ ਜੀ ਦੇ ਪ੍ਰਕਾਸ਼ ਪੁਰਬ ਨੂੰ ਸਮਰਪਿਤ 35ਵਾਂ ਅੰਤਰਰਾਸ਼ਟਰੀ ਮਹਾਨ ਕੀਰਤਨ ਦਰਬਾਰ ਵਿਸ਼ਵ ਦੇ ਮੰਨੇ ਪ੍ਰਮੰਨੇ ਰਾਗੀ ਢਾਡੀ ਕਥਾਵਾਚਕ ਅਤੇ ਪ੍ਰਚਾਰਕਾਂ ਵੱਲੋਂ ਸੰਗਤਾਂ ਨੂੰ ਗੁਰਬਾਣੀ ਕੀਰਤਨ ਰਾਹੀਂ ਨਿਹਾਲ ਕੀਤਾ ਗਿਆ ਇਸ ਮੌਕੇ ਵੱਡੀ ਗਿਣਤੀ ਵਿੱਚ ਸੰਗਤਾਂ ਨੇ ਹਾਜ਼ਰੀ ਭਰੀ ਅਤੇ ਗੁਰੂ ਦਾ ਅਟੁੱਟ ਲੰਗਰ ਵਰਤਾਇਆ ਗਿਆ ਪ੍ਰਬੰਧਕ ਕਮੇਟੀ ਵੱਲੋਂ ਸਮੂਹ ਸੇਵਾਦਾਰਾਂ ਦਾ ਧੰਨਵਾਦ ਕੀਤਾ ਗਿਆ ਅਤੇ ਸੰਗਤਾਂ ਨੂੰ ਸਿਰੋਪਾਓ ਭੇਟ ਕਰਕੇ ਸਨਮਾਨਿਤ ਕੀਤਾ ਗਿਆ: [596, 668, 681, 752]
- bandi-singh-body-col2: ਹੁਸ਼ਿਆਰਪੁਰ, 12 ਅਕਤੂਬਰ (ਗੁਰਵਿੰਦਰ ਸਿੰਘ ਪਲਾਹਾ) - ਸੰਤ ਬਾਬਾ ਸਿੰਘ ਉੱਨਾ ਸਾਹਿਬ ਵਾਲੇ ਸਿੱਖ ਵੈਲਫੇਅਰ ਸੁਸਾਇਟੀ ਹੁਸ਼ਿਆਰਪੁਰ ਵੱਲੋਂ ਸਮੂਹ ਸੰਗਤਾਂ ਦੇ ਸਹਿਯੋਗ ਨਾਲ ਸ੍ਰੀ ਗੁਰੂ ਗ੍ਰੰਥ ਸਾਹਿਬ ਜੀ ਦੇ ਪ੍ਰਕਾਸ਼ ਪੁਰਬ ਨੂੰ ਸਮਰਪਿਤ 35ਵਾਂ ਅੰਤਰਰਾਸ਼ਟਰੀ ਮਹਾਨ ਕੀਰਤਨ ਦਰਬਾਰ ਵਿਸ਼ਵ ਦੇ ਮੰਨੇ ਪ੍ਰਮੰਨੇ ਰਾਗੀ ਢਾਡੀ ਕਥਾਵਾਚਕ ਅਤੇ ਪ੍ਰਚਾਰਕਾਂ ਵੱਲੋਂ ਸੰਗਤਾਂ ਨੂੰ ਗੁਰਬਾਣੀ ਕੀਰਤਨ ਰਾਹੀਂ ਨਿਹਾਲ ਕੀਤਾ ਗਿਆ ਇਸ ਮੌਕੇ ਵੱਡੀ ਗਿਣਤੀ ਵਿੱਚ ਸੰਗਤਾਂ ਨੇ ਹਾਜ਼ਰੀ ਭਰੀ ਅਤੇ ਗੁਰੂ ਦਾ ਅਟੁੱਟ ਲੰਗਰ ਵਰਤਾਇਆ ਗਿਆ ਪ੍ਰਬੰਧਕ ਕਮੇਟੀ ਵੱਲੋਂ ਸਮੂਹ ਸੇਵਾਦਾਰਾਂ ਦਾ ਧੰਨਵਾਦ ਕੀਤਾ ਗਿਆ ਅਤੇ ਸੰਗਤਾਂ ਨੂੰ ਸਿਰੋਪਾਓ ਭੇਟ ਕਰਕੇ ਸਨਮਾਨਿਤ ਕੀਤਾ ਗਿਆ: [685, 762, 855, 804]
- kalgidhar-body-col3: ਹੁਸ਼ਿਆਰਪੁਰ, 12 ਅਕਤੂਬਰ (ਗੁਰਵਿੰਦਰ ਸਿੰਘ ਪਲਾਹਾ) - ਸੰਤ ਬਾਬਾ ਸਿੰਘ ਉੱਨਾ ਸਾਹਿਬ ਵਾਲੇ ਸਿੱਖ ਵੈਲਫੇਅਰ ਸੁਸਾਇਟੀ ਹੁਸ਼ਿਆਰਪੁਰ ਵੱਲੋਂ ਸਮੂਹ ਸੰਗਤਾਂ ਦੇ ਸਹਿਯੋਗ ਨਾਲ ਸ੍ਰੀ ਗੁਰੂ ਗ੍ਰੰਥ ਸਾਹਿਬ ਜੀ ਦੇ ਪ੍ਰਕਾਸ਼ ਪੁਰਬ ਨੂੰ ਸਮਰਪਿਤ 35ਵਾਂ ਅੰਤਰਰਾਸ਼ਟਰੀ ਮਹਾਨ ਕੀਰਤਨ ਦਰਬਾਰ ਵਿਸ਼ਵ ਦੇ ਮੰਨੇ ਪ੍ਰਮੰਨੇ ਰਾਗੀ ਢਾਡੀ ਕਥਾਵਾਚਕ ਅਤੇ ਪ੍ਰਚਾਰਕਾਂ ਵੱਲੋਂ ਸੰਗਤਾਂ ਨੂੰ ਗੁਰਬਾਣੀ ਕੀਰਤਨ ਰਾਹੀਂ ਨਿਹਾਲ ਕੀਤਾ ਗਿਆ ਇਸ ਮੌਕੇ ਵੱਡੀ ਗਿਣਤੀ ਵਿੱਚ ਸੰਗਤਾਂ ਨੇ ਹਾਜ਼ਰੀ ਭਰੀ ਅਤੇ ਗੁਰੂ ਦਾ ਅਟੁੱਟ ਲੰਗਰ ਵਰਤਾਇਆ ਗਿਆ ਪ੍ਰਬੰਧਕ ਕਮੇਟੀ ਵੱਲੋਂ ਸਮੂਹ ਸੇਵਾਦਾਰਾਂ ਦਾ ਧੰਨਵਾਦ ਕੀਤਾ ਗਿਆ ਅਤੇ ਸੰਗਤਾਂ ਨੂੰ ਸਿਰੋਪਾਓ ਭੇਟ ਕਰਕੇ ਸਨਮਾਨਿਤ ਕੀਤਾ ਗਿਆ: [596, 514, 707, 580]
- header-rule: [0, 30, 945, 33]
- sakha-headline: ਸਾਬਕਾ ਸੈਨਿਕ ਵੈਲਫੇਅਰ ਯੂਨੀਅਨ ਦੀ ਮਹੀਨਾਵਾਰ ਮੀਟਿੰਗ ਹੋਈ: [361, 1133, 568, 1143]
- reg-mark-yellow: [304, 1496, 314, 1505]
- divider: [6, 617, 939, 618]
- lead-body-col1: ਹੁਸ਼ਿਆਰਪੁਰ, 12 ਅਕਤੂਬਰ (ਗੁਰਵਿੰਦਰ ਸਿੰਘ ਪਲਾਹਾ) - ਸੰਤ ਬਾਬਾ ਸਿੰਘ ਉੱਨਾ ਸਾਹਿਬ ਵਾਲੇ ਸਿੱਖ ਵੈਲਫੇਅਰ ਸੁਸਾਇਟੀ ਹੁਸ਼ਿਆਰਪੁਰ ਵੱਲੋਂ ਸਮੂਹ ਸੰਗਤਾਂ ਦੇ ਸਹਿਯੋਗ ਨਾਲ ਸ੍ਰੀ ਗੁਰੂ ਗ੍ਰੰਥ ਸਾਹਿਬ ਜੀ ਦੇ ਪ੍ਰਕਾਸ਼ ਪੁਰਬ ਨੂੰ ਸਮਰਪਿਤ 35ਵਾਂ ਅੰਤਰਰਾਸ਼ਟਰੀ ਮਹਾਨ ਕੀਰਤਨ ਦਰਬਾਰ ਵਿਸ਼ਵ ਦੇ ਮੰਨੇ ਪ੍ਰਮੰਨੇ ਰਾਗੀ ਢਾਡੀ ਕਥਾਵਾਚਕ ਅਤੇ ਪ੍ਰਚਾਰਕਾਂ ਵੱਲੋਂ ਸੰਗਤਾਂ ਨੂੰ ਗੁਰਬਾਣੀ ਕੀਰਤਨ ਰਾਹੀਂ ਨਿਹਾਲ ਕੀਤਾ ਗਿਆ ਇਸ ਮੌਕੇ ਵੱਡੀ ਗਿਣਤੀ ਵਿੱਚ ਸੰਗਤਾਂ ਨੇ ਹਾਜ਼ਰੀ ਭਰੀ ਅਤੇ ਗੁਰੂ ਦਾ ਅਟੁੱਟ ਲੰਗਰ ਵਰਤਾਇਆ ਗਿਆ ਪ੍ਰਬੰਧਕ ਕਮੇਟੀ ਵੱਲੋਂ ਸਮੂਹ ਸੇਵਾਦਾਰਾਂ ਦਾ ਧੰਨਵਾਦ ਕੀਤਾ ਗਿਆ ਅਤੇ ਸੰਗਤਾਂ ਨੂੰ ਸਿਰੋਪਾਓ ਭੇਟ ਕਰਕੇ ਸਨਮਾਨਿਤ ਕੀਤਾ ਗਿਆ: [6, 100, 192, 142]
- lead-headline: ਯਾਦਗਾਰੀ ਹੋ ਨਿਬੜਿਆ ਸਿੱਖ ਵੈਲਫੇਅਰ ਸੁਸਾਇਟੀ ਹੁਸ਼ਿਆਰਪੁਰ ਦਾ 35ਵਾਂ ਅੰਤਰਰਾਸ਼ਟਰੀ ਮਹਾਨ ਕੀਰਤਨ ਦਰਬਾਰ: [37, 42, 908, 66]
- dinanagar-body-col3: ਹੁਸ਼ਿਆਰਪੁਰ, 12 ਅਕਤੂਬਰ (ਗੁਰਵਿੰਦਰ ਸਿੰਘ ਪਲਾਹਾ) - ਸੰਤ ਬਾਬਾ ਸਿੰਘ ਉੱਨਾ ਸਾਹਿਬ ਵਾਲੇ ਸਿੱਖ ਵੈਲਫੇਅਰ ਸੁਸਾਇਟੀ ਹੁਸ਼ਿਆਰਪੁਰ ਵੱਲੋਂ ਸਮੂਹ ਸੰਗਤਾਂ ਦੇ ਸਹਿਯੋਗ ਨਾਲ ਸ੍ਰੀ ਗੁਰੂ ਗ੍ਰੰਥ ਸਾਹਿਬ ਜੀ ਦੇ ਪ੍ਰਕਾਸ਼ ਪੁਰਬ ਨੂੰ ਸਮਰਪਿਤ 35ਵਾਂ ਅੰਤਰਰਾਸ਼ਟਰੀ ਮਹਾਨ ਕੀਰਤਨ ਦਰਬਾਰ ਵਿਸ਼ਵ ਦੇ ਮੰਨੇ ਪ੍ਰਮੰਨੇ ਰਾਗੀ ਢਾਡੀ ਕਥਾਵਾਚਕ ਅਤੇ ਪ੍ਰਚਾਰਕਾਂ ਵੱਲੋਂ ਸੰਗਤਾਂ ਨੂੰ ਗੁਰਬਾਣੀ ਕੀਰਤਨ ਰਾਹੀਂ ਨਿਹਾਲ ਕੀਤਾ ਗਿਆ ਇਸ ਮੌਕੇ ਵੱਡੀ ਗਿਣਤੀ ਵਿੱਚ ਸੰਗਤਾਂ ਨੇ ਹਾਜ਼ਰੀ ਭਰੀ ਅਤੇ ਗੁਰੂ ਦਾ ਅਟੁੱਟ ਲੰਗਰ ਵਰਤਾਇਆ ਗਿਆ ਪ੍ਰਬੰਧਕ ਕਮੇਟੀ ਵੱਲੋਂ ਸਮੂਹ ਸੇਵਾਦਾਰਾਂ ਦਾ ਧੰਨਵਾਦ ਕੀਤਾ ਗਿਆ ਅਤੇ ਸੰਗਤਾਂ ਨੂੰ ਸਿਰੋਪਾਓ ਭੇਟ ਕਰਕੇ ਸਨਮਾਨਿਤ ਕੀਤਾ ਗਿਆ: [468, 1064, 586, 1124]
- reg-mark-black: [316, 1496, 326, 1505]
- kalgidhar-photo: [477, 370, 707, 510]
- divider: [6, 898, 939, 899]
- kalgidhar-headline: ਕਲਗੀਧਰ ਟਰੱਸਟ ਦੀ ਅਨੋਖੀ ਮਿਸਾਲ, ਹੜ੍ਹ ਪੀੜਤਾਂ ਲਈ 7 ਨਵੇਂ ਬਣਾਏ ਘਰਾਂ ਦਾ ਕੀਤਾ ਗਿਆ ਉਦਘਾਟਨ: [358, 347, 856, 362]
- sant-ashram-headline: ਸੰਤ ਆਸ਼ਰਮ ਦਰਬਾਰ ਸਰ ਲੋਪੋ ਵਿਖੇ ਸੰਤ ਦਰਬਾਰਾ ਸਿੰਘ ਲੋਪੋ ਵਾਲਿਆਂ ਦੀ ਬਰਸੀ ਨੂੰ ਸਮਰਪਿਤ ਨੌਵੀਂ ਲੜੀ ਦੇ ਅੰਖਡ ਪਾਠ ਆਰੰਭ ਹੋਏ: [6, 1131, 347, 1155]
- sant-ashram-photo-2: [169, 1172, 229, 1282]
- footer-rule: [0, 1488, 945, 1491]
- sakha-subhead: ਬਹਾਦਰ ਸਿੰਘ ਬਣੇ ਯੂਨੀਅਨ ਦੇ ਮੈਂਬਰ: [361, 1150, 454, 1158]
- lead-body-col6: ਹੁਸ਼ਿਆਰਪੁਰ, 12 ਅਕਤੂਬਰ (ਗੁਰਵਿੰਦਰ ਸਿੰਘ ਪਲਾਹਾ) - ਸੰਤ ਬਾਬਾ ਸਿੰਘ ਉੱਨਾ ਸਾਹਿਬ ਵਾਲੇ ਸਿੱਖ ਵੈਲਫੇਅਰ ਸੁਸਾਇਟੀ ਹੁਸ਼ਿਆਰਪੁਰ ਵੱਲੋਂ ਸਮੂਹ ਸੰਗਤਾਂ ਦੇ ਸਹਿਯੋਗ ਨਾਲ ਸ੍ਰੀ ਗੁਰੂ ਗ੍ਰੰਥ ਸਾਹਿਬ ਜੀ ਦੇ ਪ੍ਰਕਾਸ਼ ਪੁਰਬ ਨੂੰ ਸਮਰਪਿਤ 35ਵਾਂ ਅੰਤਰਰਾਸ਼ਟਰੀ ਮਹਾਨ ਕੀਰਤਨ ਦਰਬਾਰ ਵਿਸ਼ਵ ਦੇ ਮੰਨੇ ਪ੍ਰਮੰਨੇ ਰਾਗੀ ਢਾਡੀ ਕਥਾਵਾਚਕ ਅਤੇ ਪ੍ਰਚਾਰਕਾਂ ਵੱਲੋਂ ਸੰਗਤਾਂ ਨੂੰ ਗੁਰਬਾਣੀ ਕੀਰਤਨ ਰਾਹੀਂ ਨਿਹਾਲ ਕੀਤਾ ਗਿਆ ਇਸ ਮੌਕੇ ਵੱਡੀ ਗਿਣਤੀ ਵਿੱਚ ਸੰਗਤਾਂ ਨੇ ਹਾਜ਼ਰੀ ਭਰੀ ਅਤੇ ਗੁਰੂ ਦਾ ਅਟੁੱਟ ਲੰਗਰ ਵਰਤਾਇਆ ਗਿਆ ਪ੍ਰਬੰਧਕ ਕਮੇਟੀ ਵੱਲੋਂ ਸਮੂਹ ਸੇਵਾਦਾਰਾਂ ਦਾ ਧੰਨਵਾਦ ਕੀਤਾ ਗਿਆ ਅਤੇ ਸੰਗਤਾਂ ਨੂੰ ਸਿਰੋਪਾਓ ਭੇਟ ਕਰਕੇ ਸਨਮਾਨਿਤ ਕੀਤਾ ਗਿਆ: [780, 100, 939, 148]
- lead-subhead-right: ਅਲੌਕਿਕ ਨਗਰ ਕੀਰਤਨ ਦੇ ਰੂਪ 'ਚ ਲਿਆਂਦੇ ਸ੍ਰੀ ਗੁਰੂ ਗ੍ਰੰਥ ਸਾਹਿਬ ਜੀ ਦੇ ਪਾਵਨ ਸਰੂਪ: [476, 76, 825, 89]
- lead-body-col4: ਹੁਸ਼ਿਆਰਪੁਰ, 12 ਅਕਤੂਬਰ (ਗੁਰਵਿੰਦਰ ਸਿੰਘ ਪਲਾਹਾ) - ਸੰਤ ਬਾਬਾ ਸਿੰਘ ਉੱਨਾ ਸਾਹਿਬ ਵਾਲੇ ਸਿੱਖ ਵੈਲਫੇਅਰ ਸੁਸਾਇਟੀ ਹੁਸ਼ਿਆਰਪੁਰ ਵੱਲੋਂ ਸਮੂਹ ਸੰਗਤਾਂ ਦੇ ਸਹਿਯੋਗ ਨਾਲ ਸ੍ਰੀ ਗੁਰੂ ਗ੍ਰੰਥ ਸਾਹਿਬ ਜੀ ਦੇ ਪ੍ਰਕਾਸ਼ ਪੁਰਬ ਨੂੰ ਸਮਰਪਿਤ 35ਵਾਂ ਅੰਤਰਰਾਸ਼ਟਰੀ ਮਹਾਨ ਕੀਰਤਨ ਦਰਬਾਰ ਵਿਸ਼ਵ ਦੇ ਮੰਨੇ ਪ੍ਰਮੰਨੇ ਰਾਗੀ ਢਾਡੀ ਕਥਾਵਾਚਕ ਅਤੇ ਪ੍ਰਚਾਰਕਾਂ ਵੱਲੋਂ ਸੰਗਤਾਂ ਨੂੰ ਗੁਰਬਾਣੀ ਕੀਰਤਨ ਰਾਹੀਂ ਨਿਹਾਲ ਕੀਤਾ ਗਿਆ ਇਸ ਮੌਕੇ ਵੱਡੀ ਗਿਣਤੀ ਵਿੱਚ ਸੰਗਤਾਂ ਨੇ ਹਾਜ਼ਰੀ ਭਰੀ ਅਤੇ ਗੁਰੂ ਦਾ ਅਟੁੱਟ ਲੰਗਰ ਵਰਤਾਇਆ ਗਿਆ ਪ੍ਰਬੰਧਕ ਕਮੇਟੀ ਵੱਲੋਂ ਸਮੂਹ ਸੇਵਾਦਾਰਾਂ ਦਾ ਧੰਨਵਾਦ ਕੀਤਾ ਗਿਆ ਅਤੇ ਸੰਗਤਾਂ ਨੂੰ ਸਿਰੋਪਾਓ ਭੇਟ ਕਰਕੇ ਸਨਮਾਨਿਤ ਕੀਤਾ ਗਿਆ: [476, 214, 616, 268]
- divider: [6, 338, 939, 340]
- reg-mark-cyan: [620, 1496, 630, 1505]
- firecrackers-body-col1: ਹੁਸ਼ਿਆਰਪੁਰ, 12 ਅਕਤੂਬਰ (ਗੁਰਵਿੰਦਰ ਸਿੰਘ ਪਲਾਹਾ) - ਸੰਤ ਬਾਬਾ ਸਿੰਘ ਉੱਨਾ ਸਾਹਿਬ ਵਾਲੇ ਸਿੱਖ ਵੈਲਫੇਅਰ ਸੁਸਾਇਟੀ ਹੁਸ਼ਿਆਰਪੁਰ ਵੱਲੋਂ ਸਮੂਹ ਸੰਗਤਾਂ ਦੇ ਸਹਿਯੋਗ ਨਾਲ ਸ੍ਰੀ ਗੁਰੂ ਗ੍ਰੰਥ ਸਾਹਿਬ ਜੀ ਦੇ ਪ੍ਰਕਾਸ਼ ਪੁਰਬ ਨੂੰ ਸਮਰਪਿਤ 35ਵਾਂ ਅੰਤਰਰਾਸ਼ਟਰੀ ਮਹਾਨ ਕੀਰਤਨ ਦਰਬਾਰ ਵਿਸ਼ਵ ਦੇ ਮੰਨੇ ਪ੍ਰਮੰਨੇ ਰਾਗੀ ਢਾਡੀ ਕਥਾਵਾਚਕ ਅਤੇ ਪ੍ਰਚਾਰਕਾਂ ਵੱਲੋਂ ਸੰਗਤਾਂ ਨੂੰ ਗੁਰਬਾਣੀ ਕੀਰਤਨ ਰਾਹੀਂ ਨਿਹਾਲ ਕੀਤਾ ਗਿਆ ਇਸ ਮੌਕੇ ਵੱਡੀ ਗਿਣਤੀ ਵਿੱਚ ਸੰਗਤਾਂ ਨੇ ਹਾਜ਼ਰੀ ਭਰੀ ਅਤੇ ਗੁਰੂ ਦਾ ਅਟੁੱਟ ਲੰਗਰ ਵਰਤਾਇਆ ਗਿਆ ਪ੍ਰਬੰਧਕ ਕਮੇਟੀ ਵੱਲੋਂ ਸਮੂਹ ਸੇਵਾਦਾਰਾਂ ਦਾ ਧੰਨਵਾਦ ਕੀਤਾ ਗਿਆ ਅਤੇ ਸੰਗਤਾਂ ਨੂੰ ਸਿਰੋਪਾਓ ਭੇਟ ਕਰਕੇ ਸਨਮਾਨਿਤ ਕੀਤਾ ਗਿਆ: [6, 662, 136, 716]
- lead-photo-kirtan: [196, 100, 616, 210]
- greeting-left-photo: [720, 1388, 825, 1480]
- dinanagar-subhead: ਇਸ ਮੌਕੇ ਅਹਿਮ ਨਿਯੁਕਤੀਆਂ ਵੀ ਕੀਤੀਆਂ ਗਈਆਂ: [590, 969, 687, 991]
- sakha-body: ਹੁਸ਼ਿਆਰਪੁਰ, 12 ਅਕਤੂਬਰ (ਗੁਰਵਿੰਦਰ ਸਿੰਘ ਪਲਾਹਾ) - ਸੰਤ ਬਾਬਾ ਸਿੰਘ ਉੱਨਾ ਸਾਹਿਬ ਵਾਲੇ ਸਿੱਖ ਵੈਲਫੇਅਰ ਸੁਸਾਇਟੀ ਹੁਸ਼ਿਆਰਪੁਰ ਵੱਲੋਂ ਸਮੂਹ ਸੰਗਤਾਂ ਦੇ ਸਹਿਯੋਗ ਨਾਲ ਸ੍ਰੀ ਗੁਰੂ ਗ੍ਰੰਥ ਸਾਹਿਬ ਜੀ ਦੇ ਪ੍ਰਕਾਸ਼ ਪੁਰਬ ਨੂੰ ਸਮਰਪਿਤ 35ਵਾਂ ਅੰਤਰਰਾਸ਼ਟਰੀ ਮਹਾਨ ਕੀਰਤਨ ਦਰਬਾਰ ਵਿਸ਼ਵ ਦੇ ਮੰਨੇ ਪ੍ਰਮੰਨੇ ਰਾਗੀ ਢਾਡੀ ਕਥਾਵਾਚਕ ਅਤੇ ਪ੍ਰਚਾਰਕਾਂ ਵੱਲੋਂ ਸੰਗਤਾਂ ਨੂੰ ਗੁਰਬਾਣੀ ਕੀਰਤਨ ਰਾਹੀਂ ਨਿਹਾਲ ਕੀਤਾ ਗਿਆ ਇਸ ਮੌਕੇ ਵੱਡੀ ਗਿਣਤੀ ਵਿੱਚ ਸੰਗਤਾਂ ਨੇ ਹਾਜ਼ਰੀ ਭਰੀ ਅਤੇ ਗੁਰੂ ਦਾ ਅਟੁੱਟ ਲੰਗਰ ਵਰਤਾਇਆ ਗਿਆ ਪ੍ਰਬੰਧਕ ਕਮੇਟੀ ਵੱਲੋਂ ਸਮੂਹ ਸੇਵਾਦਾਰਾਂ ਦਾ ਧੰਨਵਾਦ ਕੀਤਾ ਗਿਆ ਅਤੇ ਸੰਗਤਾਂ ਨੂੰ ਸਿਰੋਪਾਓ ਭੇਟ ਕਰਕੇ ਸਨਮਾਨਿਤ ਕੀਤਾ ਗਿਆ: [361, 1164, 581, 1200]
- divider: [355, 1130, 356, 1480]
- firecrackers-photo-2: [366, 662, 481, 742]
- assam-photo-2: [234, 394, 351, 504]
- mandi-headline: ਅਨਾਜ ਮੰਡੀ ਅਮਲੋਹ ਦੇ ਅਧੀਨ ਆਉਂਦੇ ਖਰੀਦ ਕੇਂਦਰਾਂ 'ਤੇ ਝੋਨੇ ਦੀ ਖਰੀਦ ਦਾ ਕੰਮ ਪੂਰੇ ਜ਼ੋਰਾਂ 'ਤੇ - ਮਾਂਗਟ: [591, 1132, 927, 1142]
- gurpurab-photo: [6, 904, 226, 1014]
- reg-mark-magenta: [292, 1496, 302, 1505]
- gurpurab-body: ਹੁਸ਼ਿਆਰਪੁਰ, 12 ਅਕਤੂਬਰ (ਗੁਰਵਿੰਦਰ ਸਿੰਘ ਪਲਾਹਾ) - ਸੰਤ ਬਾਬਾ ਸਿੰਘ ਉੱਨਾ ਸਾਹਿਬ ਵਾਲੇ ਸਿੱਖ ਵੈਲਫੇਅਰ ਸੁਸਾਇਟੀ ਹੁਸ਼ਿਆਰਪੁਰ ਵੱਲੋਂ ਸਮੂਹ ਸੰਗਤਾਂ ਦੇ ਸਹਿਯੋਗ ਨਾਲ ਸ੍ਰੀ ਗੁਰੂ ਗ੍ਰੰਥ ਸਾਹਿਬ ਜੀ ਦੇ ਪ੍ਰਕਾਸ਼ ਪੁਰਬ ਨੂੰ ਸਮਰਪਿਤ 35ਵਾਂ ਅੰਤਰਰਾਸ਼ਟਰੀ ਮਹਾਨ ਕੀਰਤਨ ਦਰਬਾਰ ਵਿਸ਼ਵ ਦੇ ਮੰਨੇ ਪ੍ਰਮੰਨੇ ਰਾਗੀ ਢਾਡੀ ਕਥਾਵਾਚਕ ਅਤੇ ਪ੍ਰਚਾਰਕਾਂ ਵੱਲੋਂ ਸੰਗਤਾਂ ਨੂੰ ਗੁਰਬਾਣੀ ਕੀਰਤਨ ਰਾਹੀਂ ਨਿਹਾਲ ਕੀਤਾ ਗਿਆ ਇਸ ਮੌਕੇ ਵੱਡੀ ਗਿਣਤੀ ਵਿੱਚ ਸੰਗਤਾਂ ਨੇ ਹਾਜ਼ਰੀ ਭਰੀ ਅਤੇ ਗੁਰੂ ਦਾ ਅਟੁੱਟ ਲੰਗਰ ਵਰਤਾਇਆ ਗਿਆ ਪ੍ਰਬੰਧਕ ਕਮੇਟੀ ਵੱਲੋਂ ਸਮੂਹ ਸੇਵਾਦਾਰਾਂ ਦਾ ਧੰਨਵਾਦ ਕੀਤਾ ਗਿਆ ਅਤੇ ਸੰਗਤਾਂ ਨੂੰ ਸਿਰੋਪਾਓ ਭੇਟ ਕਰਕੇ ਸਨਮਾਨਿਤ ਕੀਤਾ ਗਿਆ: [6, 1050, 226, 1086]
- assam-photo: [6, 394, 231, 504]
- mandi-body-col3: ਹੁਸ਼ਿਆਰਪੁਰ, 12 ਅਕਤੂਬਰ (ਗੁਰਵਿੰਦਰ ਸਿੰਘ ਪਲਾਹਾ) - ਸੰਤ ਬਾਬਾ ਸਿੰਘ ਉੱਨਾ ਸਾਹਿਬ ਵਾਲੇ ਸਿੱਖ ਵੈਲਫੇਅਰ ਸੁਸਾਇਟੀ ਹੁਸ਼ਿਆਰਪੁਰ ਵੱਲੋਂ ਸਮੂਹ ਸੰਗਤਾਂ ਦੇ ਸਹਿਯੋਗ ਨਾਲ ਸ੍ਰੀ ਗੁਰੂ ਗ੍ਰੰਥ ਸਾਹਿਬ ਜੀ ਦੇ ਪ੍ਰਕਾਸ਼ ਪੁਰਬ ਨੂੰ ਸਮਰਪਿਤ 35ਵਾਂ ਅੰਤਰਰਾਸ਼ਟਰੀ ਮਹਾਨ ਕੀਰਤਨ ਦਰਬਾਰ ਵਿਸ਼ਵ ਦੇ ਮੰਨੇ ਪ੍ਰਮੰਨੇ ਰਾਗੀ ਢਾਡੀ ਕਥਾਵਾਚਕ ਅਤੇ ਪ੍ਰਚਾਰਕਾਂ ਵੱਲੋਂ ਸੰਗਤਾਂ ਨੂੰ ਗੁਰਬਾਣੀ ਕੀਰਤਨ ਰਾਹੀਂ ਨਿਹਾਲ ਕੀਤਾ ਗਿਆ ਇਸ ਮੌਕੇ ਵੱਡੀ ਗਿਣਤੀ ਵਿੱਚ ਸੰਗਤਾਂ ਨੇ ਹਾਜ਼ਰੀ ਭਰੀ ਅਤੇ ਗੁਰੂ ਦਾ ਅਟੁੱਟ ਲੰਗਰ ਵਰਤਾਇਆ ਗਿਆ ਪ੍ਰਬੰਧਕ ਕਮੇਟੀ ਵੱਲੋਂ ਸਮੂਹ ਸੇਵਾਦਾਰਾਂ ਦਾ ਧੰਨਵਾਦ ਕੀਤਾ ਗਿਆ ਅਤੇ ਸੰਗਤਾਂ ਨੂੰ ਸਿਰੋਪਾਓ ਭੇਟ ਕਰਕੇ ਸਨਮਾਨਿਤ ਕੀਤਾ ਗਿਆ: [680, 1276, 860, 1318]
- kalgidhar-body-col2: ਹੁਸ਼ਿਆਰਪੁਰ, 12 ਅਕਤੂਬਰ (ਗੁਰਵਿੰਦਰ ਸਿੰਘ ਪਲਾਹਾ) - ਸੰਤ ਬਾਬਾ ਸਿੰਘ ਉੱਨਾ ਸਾਹਿਬ ਵਾਲੇ ਸਿੱਖ ਵੈਲਫੇਅਰ ਸੁਸਾਇਟੀ ਹੁਸ਼ਿਆਰਪੁਰ ਵੱਲੋਂ ਸਮੂਹ ਸੰਗਤਾਂ ਦੇ ਸਹਿਯੋਗ ਨਾਲ ਸ੍ਰੀ ਗੁਰੂ ਗ੍ਰੰਥ ਸਾਹਿਬ ਜੀ ਦੇ ਪ੍ਰਕਾਸ਼ ਪੁਰਬ ਨੂੰ ਸਮਰਪਿਤ 35ਵਾਂ ਅੰਤਰਰਾਸ਼ਟਰੀ ਮਹਾਨ ਕੀਰਤਨ ਦਰਬਾਰ ਵਿਸ਼ਵ ਦੇ ਮੰਨੇ ਪ੍ਰਮੰਨੇ ਰਾਗੀ ਢਾਡੀ ਕਥਾਵਾਚਕ ਅਤੇ ਪ੍ਰਚਾਰਕਾਂ ਵੱਲੋਂ ਸੰਗਤਾਂ ਨੂੰ ਗੁਰਬਾਣੀ ਕੀਰਤਨ ਰਾਹੀਂ ਨਿਹਾਲ ਕੀਤਾ ਗਿਆ ਇਸ ਮੌਕੇ ਵੱਡੀ ਗਿਣਤੀ ਵਿੱਚ ਸੰਗਤਾਂ ਨੇ ਹਾਜ਼ਰੀ ਭਰੀ ਅਤੇ ਗੁਰੂ ਦਾ ਅਟੁੱਟ ਲੰਗਰ ਵਰਤਾਇਆ ਗਿਆ ਪ੍ਰਬੰਧਕ ਕਮੇਟੀ ਵੱਲੋਂ ਸਮੂਹ ਸੇਵਾਦਾਰਾਂ ਦਾ ਧੰਨਵਾਦ ਕੀਤਾ ਗਿਆ ਅਤੇ ਸੰਗਤਾਂ ਨੂੰ ਸਿਰੋਪਾਓ ਭੇਟ ਕਰਕੇ ਸਨਮਾਨਿਤ ਕੀਤਾ ਗਿਆ: [477, 514, 592, 574]
- firecrackers-body-col4: ਹੁਸ਼ਿਆਰਪੁਰ, 12 ਅਕਤੂਬਰ (ਗੁਰਵਿੰਦਰ ਸਿੰਘ ਪਲਾਹਾ) - ਸੰਤ ਬਾਬਾ ਸਿੰਘ ਉੱਨਾ ਸਾਹਿਬ ਵਾਲੇ ਸਿੱਖ ਵੈਲਫੇਅਰ ਸੁਸਾਇਟੀ ਹੁਸ਼ਿਆਰਪੁਰ ਵੱਲੋਂ ਸਮੂਹ ਸੰਗਤਾਂ ਦੇ ਸਹਿਯੋਗ ਨਾਲ ਸ੍ਰੀ ਗੁਰੂ ਗ੍ਰੰਥ ਸਾਹਿਬ ਜੀ ਦੇ ਪ੍ਰਕਾਸ਼ ਪੁਰਬ ਨੂੰ ਸਮਰਪਿਤ 35ਵਾਂ ਅੰਤਰਰਾਸ਼ਟਰੀ ਮਹਾਨ ਕੀਰਤਨ ਦਰਬਾਰ ਵਿਸ਼ਵ ਦੇ ਮੰਨੇ ਪ੍ਰਮੰਨੇ ਰਾਗੀ ਢਾਡੀ ਕਥਾਵਾਚਕ ਅਤੇ ਪ੍ਰਚਾਰਕਾਂ ਵੱਲੋਂ ਸੰਗਤਾਂ ਨੂੰ ਗੁਰਬਾਣੀ ਕੀਰਤਨ ਰਾਹੀਂ ਨਿਹਾਲ ਕੀਤਾ ਗਿਆ ਇਸ ਮੌਕੇ ਵੱਡੀ ਗਿਣਤੀ ਵਿੱਚ ਸੰਗਤਾਂ ਨੇ ਹਾਜ਼ਰੀ ਭਰੀ ਅਤੇ ਗੁਰੂ ਦਾ ਅਟੁੱਟ ਲੰਗਰ ਵਰਤਾਇਆ ਗਿਆ ਪ੍ਰਬੰਧਕ ਕਮੇਟੀ ਵੱਲੋਂ ਸਮੂਹ ਸੇਵਾਦਾਰਾਂ ਦਾ ਧੰਨਵਾਦ ਕੀਤਾ ਗਿਆ ਅਤੇ ਸੰਗਤਾਂ ਨੂੰ ਸਿਰੋਪਾਓ ਭੇਟ ਕਰਕੇ ਸਨਮਾਨਿਤ ਕੀਤਾ ਗਿਆ: [366, 746, 481, 806]
- greeting-right-banner: ਜਨਮ ਦਿਨ ਮੁਬਾਰਕ: [832, 1370, 939, 1386]
- sakha-photo: [361, 1368, 581, 1480]
- lead-body-col5: ਹੁਸ਼ਿਆਰਪੁਰ, 12 ਅਕਤੂਬਰ (ਗੁਰਵਿੰਦਰ ਸਿੰਘ ਪਲਾਹਾ) - ਸੰਤ ਬਾਬਾ ਸਿੰਘ ਉੱਨਾ ਸਾਹਿਬ ਵਾਲੇ ਸਿੱਖ ਵੈਲਫੇਅਰ ਸੁਸਾਇਟੀ ਹੁਸ਼ਿਆਰਪੁਰ ਵੱਲੋਂ ਸਮੂਹ ਸੰਗਤਾਂ ਦੇ ਸਹਿਯੋਗ ਨਾਲ ਸ੍ਰੀ ਗੁਰੂ ਗ੍ਰੰਥ ਸਾਹਿਬ ਜੀ ਦੇ ਪ੍ਰਕਾਸ਼ ਪੁਰਬ ਨੂੰ ਸਮਰਪਿਤ 35ਵਾਂ ਅੰਤਰਰਾਸ਼ਟਰੀ ਮਹਾਨ ਕੀਰਤਨ ਦਰਬਾਰ ਵਿਸ਼ਵ ਦੇ ਮੰਨੇ ਪ੍ਰਮੰਨੇ ਰਾਗੀ ਢਾਡੀ ਕਥਾਵਾਚਕ ਅਤੇ ਪ੍ਰਚਾਰਕਾਂ ਵੱਲੋਂ ਸੰਗਤਾਂ ਨੂੰ ਗੁਰਬਾਣੀ ਕੀਰਤਨ ਰਾਹੀਂ ਨਿਹਾਲ ਕੀਤਾ ਗਿਆ ਇਸ ਮੌਕੇ ਵੱਡੀ ਗਿਣਤੀ ਵਿੱਚ ਸੰਗਤਾਂ ਨੇ ਹਾਜ਼ਰੀ ਭਰੀ ਅਤੇ ਗੁਰੂ ਦਾ ਅਟੁੱਟ ਲੰਗਰ ਵਰਤਾਇਆ ਗਿਆ ਪ੍ਰਬੰਧਕ ਕਮੇਟੀ ਵੱਲੋਂ ਸਮੂਹ ਸੇਵਾਦਾਰਾਂ ਦਾ ਧੰਨਵਾਦ ਕੀਤਾ ਗਿਆ ਅਤੇ ਸੰਗਤਾਂ ਨੂੰ ਸਿਰੋਪਾਓ ਭੇਟ ਕਰਕੇ ਸਨਮਾਨਿਤ ਕੀਤਾ ਗਿਆ: [620, 100, 776, 148]
- kalgidhar-body-col4: ਹੁਸ਼ਿਆਰਪੁਰ, 12 ਅਕਤੂਬਰ (ਗੁਰਵਿੰਦਰ ਸਿੰਘ ਪਲਾਹਾ) - ਸੰਤ ਬਾਬਾ ਸਿੰਘ ਉੱਨਾ ਸਾਹਿਬ ਵਾਲੇ ਸਿੱਖ ਵੈਲਫੇਅਰ ਸੁਸਾਇਟੀ ਹੁਸ਼ਿਆਰਪੁਰ ਵੱਲੋਂ ਸਮੂਹ ਸੰਗਤਾਂ ਦੇ ਸਹਿਯੋਗ ਨਾਲ ਸ੍ਰੀ ਗੁਰੂ ਗ੍ਰੰਥ ਸਾਹਿਬ ਜੀ ਦੇ ਪ੍ਰਕਾਸ਼ ਪੁਰਬ ਨੂੰ ਸਮਰਪਿਤ 35ਵਾਂ ਅੰਤਰਰਾਸ਼ਟਰੀ ਮਹਾਨ ਕੀਰਤਨ ਦਰਬਾਰ ਵਿਸ਼ਵ ਦੇ ਮੰਨੇ ਪ੍ਰਮੰਨੇ ਰਾਗੀ ਢਾਡੀ ਕਥਾਵਾਚਕ ਅਤੇ ਪ੍ਰਚਾਰਕਾਂ ਵੱਲੋਂ ਸੰਗਤਾਂ ਨੂੰ ਗੁਰਬਾਣੀ ਕੀਰਤਨ ਰਾਹੀਂ ਨਿਹਾਲ ਕੀਤਾ ਗਿਆ ਇਸ ਮੌਕੇ ਵੱਡੀ ਗਿਣਤੀ ਵਿੱਚ ਸੰਗਤਾਂ ਨੇ ਹਾਜ਼ਰੀ ਭਰੀ ਅਤੇ ਗੁਰੂ ਦਾ ਅਟੁੱਟ ਲੰਗਰ ਵਰਤਾਇਆ ਗਿਆ ਪ੍ਰਬੰਧਕ ਕਮੇਟੀ ਵੱਲੋਂ ਸਮੂਹ ਸੇਵਾਦਾਰਾਂ ਦਾ ਧੰਨਵਾਦ ਕੀਤਾ ਗਿਆ ਅਤੇ ਸੰਗਤਾਂ ਨੂੰ ਸਿਰੋਪਾਓ ਭੇਟ ਕਰਕੇ ਸਨਮਾਨਿਤ ਕੀਤਾ ਗਿਆ: [711, 370, 823, 436]
